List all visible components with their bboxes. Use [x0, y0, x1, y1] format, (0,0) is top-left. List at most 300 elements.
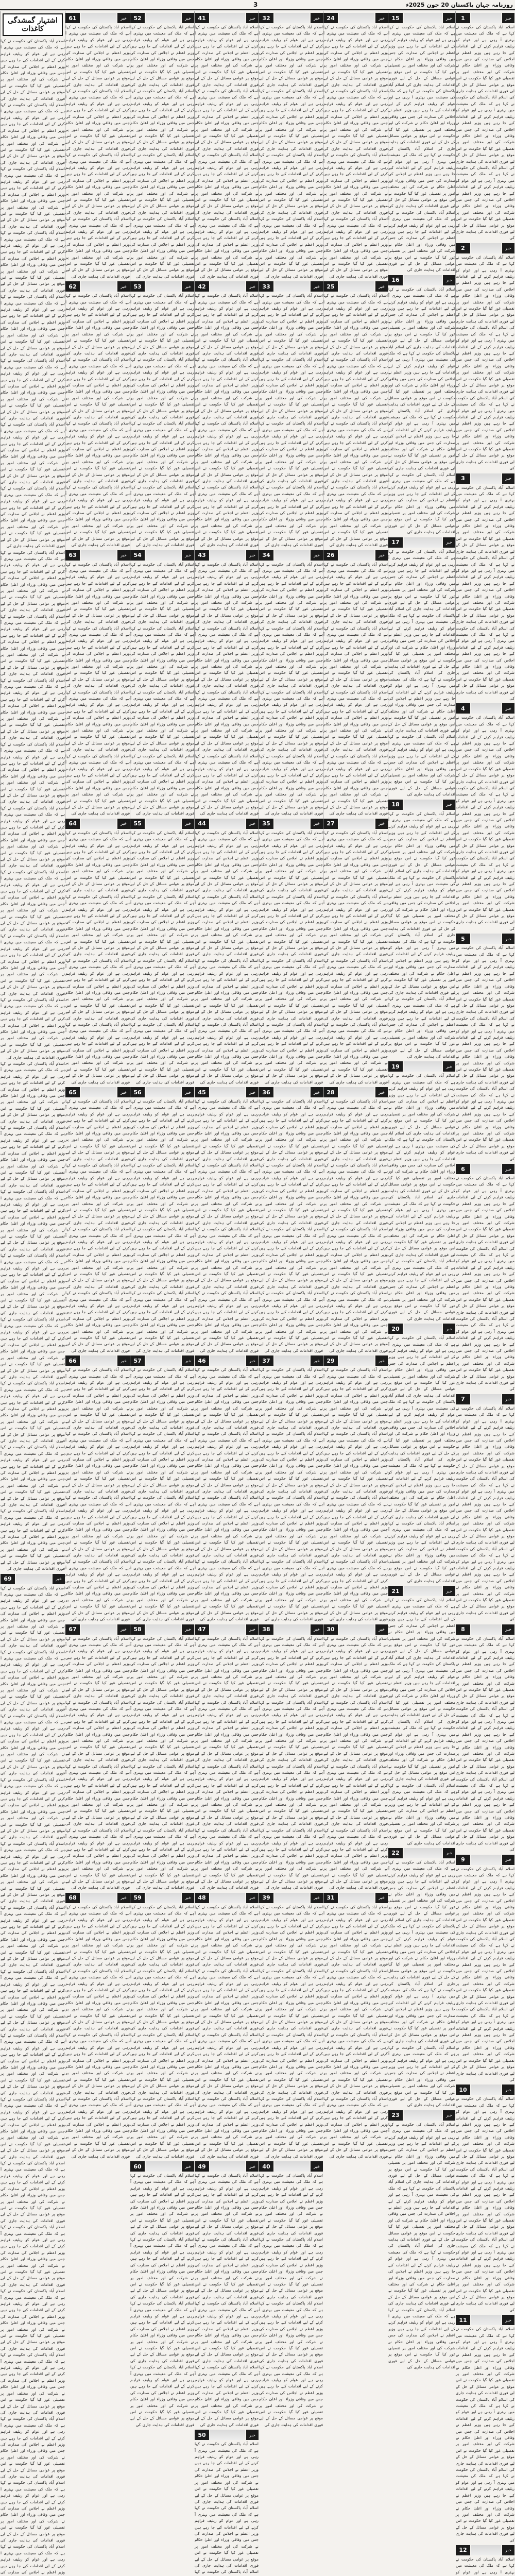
news-item-text: اسلام آباد پاکستان کی حکومت نے کہا ہے کہ ملک کی معیشت میں بہتری آ رہی ہے اور عوام کو ریلیف فراہم کرنے کے لیے اقدامات کیے جا رہے ہیں وزیر اعظم نے اجلاس کی صدارت کی جس میں وفاقی وزراء اور اعلیٰ حکام نے شرکت کی اور مختلف امور پر تفصیلی غور کیا گیا حکومت نے اس موقع پر عوامی مسائل کے حل کے لیے فوری اقدامات کی ہدایت جاری کی اسلام آباد پاکستان کی حکومت نے کہا ہے کہ ملک کی معیشت میں بہتری آ رہی ہے اور عوام کو ریلیف فراہم کرنے کے لیے اقدامات کیے جا رہے ہیں وزیر اعظم نے اجلاس کی صدارت کی جس میں وفاقی وزراء اور اعلیٰ حکام نے شرکت کی اور مختلف امور پر تفصیلی غور کیا گیا حکومت نے اس موقع پر عوامی مسائل کے حل کے لیے فوری اقدامات کی ہدایت جاری کی اسلام آباد پاکستان کی حکومت نے کہا ہے کہ ملک کی معیشت میں بہتری آ رہی ہے اور عوام کو ریلیف فراہم کرنے کے لیے اقدامات کیے جا رہے ہیں وزیر اعظم نے اجلاس کی صدارت کی جس میں وفاقی وزراء اور اعلیٰ حکام نے شرکت کی اور مختلف امور پر تفصیلی غور کیا گیا حکومت نے اس موقع پر عوامی مسائل کے حل کے لیے فوری اقدامات کی ہدایت جاری کی اسلام آباد پاکستان کی حکومت نے کہا ہے کہ ملک کی معیشت میں بہتری آ رہی ہے اور عوام کو ریلیف فراہم کرنے کے لیے اقدامات کیے جا رہے ہیں وزیر اعظم نے اجلاس کی صدارت کی جس میں وفاقی وزراء اور اعلیٰ حکام نے شرکت کی اور مختلف امور پر تفصیلی غور کیا گیا حکومت نے اس موقع پر عوامی مسائل کے حل کے لیے فوری اقدامات کی ہدایت جاری کی — [195, 562, 259, 817]
ad-text: اسلام آباد پاکستان کی حکومت نے کہا ہے کہ ملک کی معیشت میں بہتری آ رہی ہے اور عوام کو ریلیف فراہم کرنے کے لیے اقدامات کیے جا رہے ہیں وزیر اعظم نے اجلاس کی صدارت کی جس میں وفاقی وزراء اور اعلیٰ حکام نے شرکت کی اور مختلف امور پر تفصیلی غور کیا گیا حکومت نے اس موقع پر عوامی مسائل کے حل کے لیے فوری اقدامات کی ہدایت جاری کی اسلام آباد پاکستان کی حکومت نے کہا ہے کہ ملک کی معیشت میں بہتری آ رہی ہے اور عوام کو ریلیف فراہم کرنے کے لیے اقدامات کیے جا رہے ہیں وزیر اعظم نے اجلاس کی صدارت کی جس میں وفاقی وزراء اور اعلیٰ حکام نے شرکت کی اور مختلف امور پر تفصیلی غور کیا گیا حکومت نے اس موقع پر عوامی مسائل کے حل کے لیے فوری اقدامات کی ہدایت جاری کی اسلام آباد پاکستان کی حکومت نے کہا ہے کہ ملک کی معیشت میں بہتری آ رہی ہے اور عوام کو ریلیف فراہم کرنے کے لیے اقدامات کیے جا رہے ہیں وزیر اعظم نے اجلاس کی صدارت کی جس میں وفاقی وزراء اور اعلیٰ حکام نے شرکت کی اور مختلف امور پر تفصیلی غور کیا گیا حکومت نے اس موقع پر عوامی مسائل کے حل کے لیے فوری اقدامات کی ہدایت جاری کی اسلام آباد پاکستان کی حکومت نے کہا ہے کہ ملک کی معیشت میں بہتری آ رہی ہے اور عوام کو ریلیف فراہم کرنے کے لیے اقدامات کیے جا رہے ہیں وزیر اعظم نے اجلاس کی صدارت کی جس میں وفاقی وزراء اور اعلیٰ حکام نے شرکت کی اور مختلف امور پر تفصیلی غور کیا گیا حکومت نے اس موقع پر عوامی مسائل کے حل کے لیے فوری اقدامات کی ہدایت جاری کی اسلام آباد پاکستان کی حکومت نے کہا ہے کہ ملک کی معیشت میں بہتری آ رہی ہے اور عوام کو ریلیف فراہم کرنے کے لیے اقدامات کیے جا رہے ہیں وزیر اعظم نے اجلاس کی صدارت کی جس میں وفاقی وزراء اور اعلیٰ حکام نے شرکت کی اور مختلف امور پر تفصیلی غور کیا گیا حکومت نے اس موقع پر عوامی مسائل کے حل کے لیے فوری اقدامات کی ہدایت جاری کی اسلام آباد پاکستان کی حکومت نے کہا ہے کہ ملک کی معیشت میں بہتری آ رہی ہے اور عوام کو ریلیف فراہم کرنے کے لیے اقدامات کیے جا رہے ہیں وزیر اعظم نے اجلاس کی صدارت کی جس میں وفاقی وزراء اور اعلیٰ حکام نے شرکت کی اور مختلف امور پر تفصیلی غور کیا گیا حکومت نے اس موقع پر عوامی مسائل کے حل کے لیے فوری اقدامات کی ہدایت جاری کی اسلام آباد پاکستان کی حکومت نے کہا ہے کہ ملک کی معیشت میں بہتری آ رہی ہے اور عوام کو ریلیف فراہم کرنے کے لیے اقدامات کیے جا رہے ہیں وزیر اعظم نے اجلاس کی صدارت کی جس میں وفاقی وزراء اور اعلیٰ حکام نے شرکت کی اور مختلف امور پر تفصیلی غور کیا گیا حکومت نے اس موقع پر عوامی مسائل کے حل کے لیے فوری اقدامات کی ہدایت جاری کی اسلام آباد پاکستان کی حکومت نے کہا ہے کہ ملک کی معیشت میں بہتری آ رہی ہے اور عوام کو ریلیف فراہم کرنے کے لیے اقدامات کیے جا رہے ہیں وزیر اعظم نے اجلاس کی صدارت کی جس میں وفاقی وزراء اور اعلیٰ حکام نے شرکت کی اور مختلف امور پر تفصیلی غور کیا گیا حکومت نے اس موقع پر عوامی مسائل کے حل کے لیے فوری اقدامات کی ہدایت جاری کی — [1, 550, 65, 1061]
badge-bar — [81, 819, 116, 829]
news-item-text: اسلام آباد پاکستان کی حکومت نے کہا ہے کہ ملک کی معیشت میں بہتری آ رہی ہے اور عوام کو ریلیف فراہم کرنے کے لیے اقدامات کیے جا رہے ہیں وزیر اعظم نے اجلاس کی صدارت کی جس میں وفاقی وزراء اور اعلیٰ حکام نے شرکت کی اور مختلف امور پر تفصیلی غور کیا گیا حکومت نے اس موقع پر عوامی مسائل کے حل کے لیے فوری اقدامات کی ہدایت جاری کی اسلام آباد پاکستان کی حکومت نے کہا ہے کہ ملک کی معیشت میں بہتری آ رہی ہے اور عوام کو ریلیف فراہم کرنے کے لیے اقدامات کیے جا رہے ہیں وزیر اعظم نے اجلاس کی صدارت کی جس میں وفاقی وزراء اور اعلیٰ حکام نے شرکت کی اور مختلف امور پر تفصیلی غور کیا گیا حکومت نے اس موقع پر عوامی مسائل کے حل کے لیے فوری اقدامات کی ہدایت جاری کی اسلام آباد پاکستان کی حکومت نے کہا ہے کہ ملک کی معیشت میں بہتری آ رہی ہے اور عوام کو ریلیف فراہم کرنے کے لیے اقدامات کیے جا رہے ہیں وزیر اعظم نے اجلاس کی صدارت کی جس میں وفاقی وزراء اور اعلیٰ حکام نے شرکت کی اور مختلف امور پر تفصیلی غور کیا گیا حکومت نے اس موقع پر عوامی مسائل کے حل کے لیے فوری اقدامات کی ہدایت جاری کی اسلام آباد پاکستان کی حکومت نے کہا ہے کہ ملک کی معیشت میں بہتری آ رہی ہے اور عوام کو ریلیف فراہم کرنے کے لیے اقدامات کیے جا رہے ہیں وزیر اعظم نے اجلاس کی صدارت کی جس میں وفاقی وزراء اور اعلیٰ حکام نے شرکت کی اور مختلف امور پر تفصیلی غور کیا گیا حکومت نے اس موقع پر عوامی مسائل کے حل کے لیے فوری اقدامات کی ہدایت جاری کی — [130, 1904, 194, 2160]
badge-bar — [404, 1324, 442, 1334]
news-item-text: اسلام آباد پاکستان کی حکومت نے کہا ہے کہ ملک کی معیشت میں بہتری آ رہی ہے اور عوام کو ریلیف فراہم کرنے کے لیے اقدامات کیے جا رہے ہیں وزیر اعظم نے اجلاس کی صدارت کی جس میں وفاقی وزراء اور اعلیٰ حکام نے شرکت کی اور مختلف امور پر تفصیلی غور کیا گیا حکومت نے اس موقع پر عوامی مسائل کے حل کے لیے فوری اقدامات کی ہدایت جاری کی اسلام آباد پاکستان کی حکومت نے کہا ہے کہ ملک کی معیشت میں بہتری آ رہی ہے اور عوام کو ریلیف فراہم کرنے کے لیے اقدامات کیے جا رہے ہیں وزیر اعظم نے اجلاس کی صدارت کی جس میں وفاقی وزراء اور اعلیٰ حکام نے شرکت کی اور مختلف امور پر تفصیلی غور کیا گیا حکومت نے اس موقع پر عوامی مسائل کے حل کے لیے فوری اقدامات کی ہدایت جاری کی اسلام آباد پاکستان کی حکومت نے کہا ہے کہ ملک کی معیشت میں بہتری آ رہی ہے اور عوام کو ریلیف فراہم کرنے کے لیے اقدامات کیے جا رہے ہیں وزیر اعظم نے اجلاس کی صدارت کی جس میں وفاقی وزراء اور اعلیٰ حکام نے شرکت کی اور مختلف امور پر تفصیلی غور کیا گیا حکومت نے اس موقع پر عوامی مسائل کے حل کے لیے فوری اقدامات کی ہدایت جاری کی اسلام آباد پاکستان کی حکومت نے کہا ہے کہ ملک کی معیشت میں بہتری آ رہی ہے اور عوام کو ریلیف فراہم کرنے کے لیے اقدامات کیے جا رہے ہیں وزیر اعظم نے اجلاس کی صدارت کی جس میں وفاقی وزراء اور اعلیٰ حکام نے شرکت کی اور مختلف امور پر تفصیلی غور کیا گیا حکومت نے اس موقع پر عوامی مسائل کے حل کے لیے فوری اقدامات کی ہدایت جاری کی — [130, 24, 194, 280]
news-item-badge — [259, 281, 323, 292]
badge-tag: خبر — [502, 243, 514, 253]
badge-tag: خبر — [311, 1624, 323, 1635]
badge-bar — [210, 2430, 245, 2440]
badge-tag: خبر — [311, 550, 323, 561]
item-number: 49 — [195, 2161, 209, 2172]
news-item-text: اسلام آباد پاکستان کی حکومت نے کہا ہے کہ ملک کی معیشت میں بہتری آ رہی ہے اور عوام کو ریلیف فراہم کرنے کے لیے اقدامات کیے جا رہے ہیں وزیر اعظم نے اجلاس کی صدارت کی جس میں وفاقی وزراء اور اعلیٰ حکام نے شرکت کی اور مختلف امور پر تفصیلی غور کیا گیا حکومت نے اس موقع پر عوامی مسائل کے حل کے لیے فوری اقدامات کی ہدایت جاری کی اسلام آباد پاکستان کی حکومت نے کہا ہے کہ ملک کی معیشت میں بہتری آ رہی ہے اور عوام کو ریلیف فراہم کرنے کے لیے اقدامات کیے جا رہے ہیں وزیر اعظم نے اجلاس کی صدارت کی جس میں وفاقی وزراء اور اعلیٰ حکام نے شرکت کی اور مختلف امور پر تفصیلی غور کیا گیا حکومت نے اس موقع پر عوامی مسائل کے حل کے لیے فوری اقدامات کی ہدایت جاری کی اسلام آباد پاکستان کی حکومت نے کہا ہے کہ ملک کی معیشت میں بہتری آ رہی ہے اور عوام کو ریلیف فراہم کرنے کے لیے اقدامات کیے جا رہے ہیں وزیر اعظم نے اجلاس کی صدارت کی جس میں وفاقی وزراء اور اعلیٰ حکام نے شرکت کی اور مختلف امور پر تفصیلی غور کیا گیا حکومت نے اس موقع پر عوامی مسائل کے حل کے لیے فوری اقدامات کی ہدایت جاری کی اسلام آباد پاکستان کی حکومت نے کہا ہے کہ ملک کی معیشت میں بہتری آ رہی ہے اور عوام کو ریلیف فراہم کرنے کے لیے اقدامات کیے جا رہے ہیں وزیر اعظم نے اجلاس کی صدارت کی جس میں وفاقی وزراء اور اعلیٰ حکام نے شرکت کی اور مختلف امور پر تفصیلی غور کیا گیا حکومت نے اس موقع پر عوامی مسائل کے حل کے لیے فوری اقدامات کی ہدایت جاری کی — [323, 293, 388, 548]
item-number: 25 — [323, 281, 338, 292]
item-number: 20 — [388, 1324, 403, 1334]
news-item-text: اسلام آباد پاکستان کی حکومت نے کہا ہے کہ ملک کی معیشت میں بہتری آ رہی ہے اور عوام کو ریلیف فراہم کرنے کے لیے اقدامات کیے جا رہے ہیں وزیر اعظم نے اجلاس کی صدارت کی جس میں وفاقی وزراء اور اعلیٰ حکام نے شرکت کی اور مختلف امور پر تفصیلی غور کیا گیا حکومت نے اس موقع پر عوامی مسائل کے حل کے لیے فوری اقدامات کی ہدایت جاری کی اسلام آباد پاکستان کی حکومت نے کہا ہے کہ ملک کی معیشت میں بہتری آ رہی ہے اور عوام کو ریلیف فراہم کرنے کے لیے اقدامات کیے جا رہے ہیں وزیر اعظم نے اجلاس کی صدارت کی جس میں وفاقی وزراء اور اعلیٰ حکام نے شرکت کی اور مختلف امور پر تفصیلی غور کیا گیا حکومت نے اس موقع پر عوامی مسائل کے حل کے لیے فوری اقدامات کی ہدایت جاری کی اسلام آباد پاکستان کی حکومت نے کہا ہے کہ ملک کی معیشت میں بہتری آ رہی ہے اور عوام کو ریلیف فراہم کرنے کے لیے اقدامات کیے جا رہے ہیں وزیر اعظم نے اجلاس کی صدارت کی جس میں وفاقی وزراء اور اعلیٰ حکام نے شرکت کی اور مختلف امور پر تفصیلی غور کیا گیا حکومت نے اس موقع پر عوامی مسائل کے حل کے لیے فوری اقدامات کی ہدایت جاری کی اسلام آباد پاکستان کی حکومت نے کہا ہے کہ ملک کی معیشت میں بہتری آ رہی ہے اور عوام کو ریلیف فراہم کرنے کے لیے اقدامات کیے جا رہے ہیں وزیر اعظم نے اجلاس کی صدارت کی جس میں وفاقی وزراء اور اعلیٰ حکام نے شرکت کی اور مختلف امور پر تفصیلی غور کیا گیا حکومت نے اس موقع پر عوامی مسائل کے حل کے لیے فوری اقدامات کی ہدایت جاری کی — [388, 1859, 455, 2109]
badge-tag: خبر — [246, 2161, 259, 2172]
badge-tag: خبر — [443, 1324, 455, 1334]
news-item-text: اسلام آباد پاکستان کی حکومت نے کہا ہے کہ ملک کی معیشت میں بہتری آ رہی ہے اور عوام کو ریلیف فراہم کرنے کے لیے اقدامات کیے جا رہے ہیں وزیر اعظم نے اجلاس کی صدارت کی جس میں وفاقی وزراء اور اعلیٰ حکام نے شرکت کی اور مختلف امور پر تفصیلی غور کیا گیا حکومت نے اس موقع پر عوامی مسائل کے حل کے لیے فوری اقدامات کی ہدایت جاری کی اسلام آباد پاکستان کی حکومت نے کہا ہے کہ ملک کی معیشت میں بہتری آ رہی ہے اور عوام کو ریلیف فراہم کرنے کے لیے اقدامات کیے جا رہے ہیں وزیر اعظم نے اجلاس کی صدارت کی جس میں وفاقی وزراء اور اعلیٰ حکام نے شرکت کی اور مختلف امور پر تفصیلی غور کیا گیا حکومت نے اس موقع پر عوامی مسائل کے حل کے لیے فوری اقدامات کی ہدایت جاری کی اسلام آباد پاکستان کی حکومت نے کہا ہے کہ ملک کی معیشت میں بہتری آ رہی ہے اور عوام کو ریلیف فراہم کرنے کے لیے اقدامات کیے جا رہے ہیں وزیر اعظم نے اجلاس کی صدارت کی جس میں وفاقی وزراء اور اعلیٰ حکام نے شرکت کی اور مختلف امور پر تفصیلی غور کیا گیا حکومت نے اس موقع پر عوامی مسائل کے حل کے لیے فوری اقدامات کی ہدایت جاری کی اسلام آباد پاکستان کی حکومت نے کہا ہے کہ ملک کی معیشت میں بہتری آ رہی ہے اور عوام کو ریلیف فراہم کرنے کے لیے اقدامات کیے جا رہے ہیں وزیر اعظم نے اجلاس کی صدارت کی جس میں وفاقی وزراء اور اعلیٰ حکام نے شرکت کی اور مختلف امور پر تفصیلی غور کیا گیا حکومت نے اس موقع پر عوامی مسائل کے حل کے لیے فوری اقدامات کی ہدایت جاری کی — [259, 1636, 323, 1891]
item-number: 29 — [323, 1355, 338, 1366]
badge-bar — [471, 934, 501, 944]
badge-tag: خبر — [502, 1855, 514, 1865]
badge-tag: خبر — [375, 1893, 388, 1903]
news-item-text: اسلام آباد پاکستان کی حکومت نے کہا ہے کہ ملک کی معیشت میں بہتری آ رہی ہے اور عوام کو ریلیف فراہم کرنے کے لیے اقدامات کیے جا رہے ہیں وزیر اعظم نے اجلاس کی صدارت کی جس میں وفاقی وزراء اور اعلیٰ حکام نے شرکت کی اور مختلف امور پر تفصیلی غور کیا گیا حکومت نے اس موقع پر عوامی مسائل کے حل کے لیے فوری اقدامات کی ہدایت جاری کی اسلام آباد پاکستان کی حکومت نے کہا ہے کہ ملک کی معیشت میں بہتری آ رہی ہے اور عوام کو ریلیف فراہم کرنے کے لیے اقدامات کیے جا رہے ہیں وزیر اعظم نے اجلاس کی صدارت کی جس میں وفاقی وزراء اور اعلیٰ حکام نے شرکت کی اور مختلف امور پر تفصیلی غور کیا گیا حکومت نے اس موقع پر عوامی مسائل کے حل کے لیے فوری اقدامات کی ہدایت جاری کی اسلام آباد پاکستان کی حکومت نے کہا ہے کہ ملک کی معیشت میں بہتری آ رہی ہے اور عوام کو ریلیف فراہم کرنے کے لیے اقدامات کیے جا رہے ہیں وزیر اعظم نے اجلاس کی صدارت کی جس میں وفاقی وزراء اور اعلیٰ حکام نے شرکت کی اور مختلف امور پر تفصیلی غور کیا گیا حکومت نے اس موقع پر عوامی مسائل کے حل کے لیے فوری اقدامات کی ہدایت جاری کی — [456, 1175, 514, 1393]
news-item-text: اسلام آباد پاکستان کی حکومت نے کہا ہے کہ ملک کی معیشت میں بہتری آ رہی ہے اور عوام کو ریلیف فراہم کرنے کے لیے اقدامات کیے جا رہے ہیں وزیر اعظم نے اجلاس کی صدارت کی جس میں وفاقی وزراء اور اعلیٰ حکام نے شرکت کی اور مختلف امور پر تفصیلی غور کیا گیا حکومت نے اس موقع پر عوامی مسائل کے حل کے لیے فوری اقدامات کی ہدایت جاری کی اسلام آباد پاکستان کی حکومت نے کہا ہے کہ ملک کی معیشت میں بہتری آ رہی ہے اور عوام کو ریلیف فراہم کرنے کے لیے اقدامات کیے جا رہے ہیں وزیر اعظم نے اجلاس کی صدارت کی جس میں وفاقی وزراء اور اعلیٰ حکام نے شرکت کی اور مختلف امور پر تفصیلی غور کیا گیا حکومت نے اس موقع پر عوامی مسائل کے حل کے لیے فوری اقدامات کی ہدایت جاری کی اسلام آباد پاکستان کی حکومت نے کہا ہے کہ ملک کی معیشت میں بہتری آ رہی ہے اور عوام کو ریلیف فراہم کرنے کے لیے اقدامات کیے جا رہے ہیں وزیر اعظم نے اجلاس کی صدارت کی جس میں وفاقی وزراء اور اعلیٰ حکام نے شرکت کی اور مختلف امور پر تفصیلی غور کیا گیا حکومت نے اس موقع پر عوامی مسائل کے حل کے لیے فوری اقدامات کی ہدایت جاری کی اسلام آباد پاکستان کی حکومت نے کہا ہے کہ ملک کی معیشت میں بہتری آ رہی ہے اور عوام کو ریلیف فراہم کرنے کے لیے اقدامات کیے جا رہے ہیں وزیر اعظم نے اجلاس کی صدارت کی جس میں وفاقی وزراء اور اعلیٰ حکام نے شرکت کی اور مختلف امور پر تفصیلی غور کیا گیا حکومت نے اس موقع پر عوامی مسائل کے حل کے لیے فوری اقدامات کی ہدایت جاری کی — [388, 1597, 455, 1846]
item-number: 11 — [456, 2315, 470, 2325]
badge-bar — [146, 13, 181, 23]
item-number: 17 — [388, 537, 403, 548]
news-item-badge — [456, 2084, 514, 2095]
news-item-text: اسلام آباد پاکستان کی حکومت نے کہا ہے کہ ملک کی معیشت میں بہتری آ رہی ہے اور عوام کو ریلیف فراہم کرنے کے لیے اقدامات کیے جا رہے ہیں وزیر اعظم نے اجلاس کی صدارت کی جس میں وفاقی وزراء اور اعلیٰ حکام نے شرکت کی اور مختلف امور پر تفصیلی غور کیا گیا حکومت نے اس موقع پر عوامی مسائل کے حل کے لیے فوری اقدامات کی ہدایت جاری کی اسلام آباد پاکستان کی حکومت نے کہا ہے کہ ملک کی معیشت میں بہتری آ رہی ہے اور عوام کو ریلیف فراہم کرنے کے لیے اقدامات کیے جا رہے ہیں وزیر اعظم نے اجلاس کی صدارت کی جس میں وفاقی وزراء اور اعلیٰ حکام نے شرکت کی اور مختلف امور پر تفصیلی غور کیا گیا حکومت نے اس موقع پر عوامی مسائل کے حل کے لیے فوری اقدامات کی ہدایت جاری کی اسلام آباد پاکستان کی حکومت نے کہا ہے کہ ملک کی معیشت میں بہتری آ رہی ہے اور عوام کو ریلیف فراہم کرنے کے لیے اقدامات کیے جا رہے ہیں وزیر اعظم نے اجلاس کی صدارت کی جس میں وفاقی وزراء اور اعلیٰ حکام نے شرکت کی اور مختلف امور پر تفصیلی غور کیا گیا حکومت نے اس موقع پر عوامی مسائل کے حل کے لیے فوری اقدامات کی ہدایت جاری کی اسلام آباد پاکستان کی حکومت نے کہا ہے کہ ملک کی معیشت میں بہتری آ رہی ہے اور عوام کو ریلیف فراہم کرنے کے لیے اقدامات کیے جا رہے ہیں وزیر اعظم نے اجلاس کی صدارت کی جس میں وفاقی وزراء اور اعلیٰ حکام نے شرکت کی اور مختلف امور پر تفصیلی غور کیا گیا حکومت نے اس موقع پر عوامی مسائل کے حل کے لیے فوری اقدامات کی ہدایت جاری کی — [388, 286, 455, 536]
news-item-badge — [259, 1355, 323, 1366]
newspaper-page — [0, 0, 515, 883]
news-item-text: اسلام آباد پاکستان کی حکومت نے کہا ہے کہ ملک کی معیشت میں بہتری آ رہی ہے اور عوام کو ریلیف فراہم کرنے کے لیے اقدامات کیے جا رہے ہیں وزیر اعظم نے اجلاس کی صدارت کی جس میں وفاقی وزراء اور اعلیٰ حکام نے شرکت کی اور مختلف امور پر تفصیلی غور کیا گیا حکومت نے اس موقع پر عوامی مسائل کے حل کے لیے فوری اقدامات کی ہدایت جاری کی اسلام آباد پاکستان کی حکومت نے کہا ہے کہ ملک کی معیشت میں بہتری آ رہی ہے اور عوام کو ریلیف فراہم کرنے کے لیے اقدامات کیے جا رہے ہیں وزیر اعظم نے اجلاس کی صدارت کی جس میں وفاقی وزراء اور اعلیٰ حکام نے شرکت کی اور مختلف امور پر تفصیلی غور کیا گیا حکومت نے اس موقع پر عوامی مسائل کے حل کے لیے فوری اقدامات کی ہدایت جاری کی اسلام آباد پاکستان کی حکومت نے کہا ہے کہ ملک کی معیشت میں بہتری آ رہی ہے اور عوام کو ریلیف فراہم کرنے کے لیے اقدامات کیے جا رہے ہیں وزیر اعظم نے اجلاس کی صدارت کی جس میں وفاقی وزراء اور اعلیٰ حکام نے شرکت کی اور مختلف امور پر تفصیلی غور کیا گیا حکومت نے اس موقع پر عوامی مسائل کے حل کے لیے فوری اقدامات کی ہدایت جاری کی اسلام آباد پاکستان کی حکومت نے کہا ہے کہ ملک کی معیشت میں بہتری آ رہی ہے اور عوام کو ریلیف فراہم کرنے کے لیے اقدامات کیے جا رہے ہیں وزیر اعظم نے اجلاس کی صدارت کی جس میں وفاقی وزراء اور اعلیٰ حکام نے شرکت کی اور مختلف امور پر تفصیلی غور کیا گیا حکومت نے اس موقع پر عوامی مسائل کے حل کے لیے فوری اقدامات کی ہدایت جاری کی — [195, 293, 259, 548]
badge-tag: خبر — [117, 1624, 130, 1635]
badge-tag: خبر — [502, 473, 514, 484]
news-column-2 — [388, 11, 455, 883]
news-item-text: اسلام آباد پاکستان کی حکومت نے کہا ہے کہ ملک کی معیشت میں بہتری آ رہی ہے اور عوام کو ریلیف فراہم کرنے کے لیے اقدامات کیے جا رہے ہیں وزیر اعظم نے اجلاس کی صدارت کی جس میں وفاقی وزراء اور اعلیٰ حکام نے شرکت کی اور مختلف امور پر تفصیلی غور کیا گیا حکومت نے اس موقع پر عوامی مسائل کے حل کے لیے فوری اقدامات کی ہدایت جاری کی اسلام آباد پاکستان کی حکومت نے کہا ہے کہ ملک کی معیشت میں بہتری آ رہی ہے اور عوام کو ریلیف فراہم کرنے کے لیے اقدامات کیے جا رہے ہیں وزیر اعظم نے اجلاس کی صدارت کی جس میں وفاقی وزراء اور اعلیٰ حکام نے شرکت کی اور مختلف امور پر تفصیلی غور کیا گیا حکومت نے اس موقع پر عوامی مسائل کے حل کے لیے فوری اقدامات کی ہدایت جاری کی اسلام آباد پاکستان کی حکومت نے کہا ہے کہ ملک کی معیشت میں بہتری آ رہی ہے اور عوام کو ریلیف فراہم کرنے کے لیے اقدامات کیے جا رہے ہیں وزیر اعظم نے اجلاس کی صدارت کی جس میں وفاقی وزراء اور اعلیٰ حکام نے شرکت کی اور مختلف امور پر تفصیلی غور کیا گیا حکومت نے اس موقع پر عوامی مسائل کے حل کے لیے فوری اقدامات کی ہدایت جاری کی اسلام آباد پاکستان کی حکومت نے کہا ہے کہ ملک کی معیشت میں بہتری آ رہی ہے اور عوام کو ریلیف فراہم کرنے کے لیے اقدامات کیے جا رہے ہیں وزیر اعظم نے اجلاس کی صدارت کی جس میں وفاقی وزراء اور اعلیٰ حکام نے شرکت کی اور مختلف امور پر تفصیلی غور کیا گیا حکومت نے اس موقع پر عوامی مسائل کے حل کے لیے فوری اقدامات کی ہدایت جاری کی — [323, 1098, 388, 1354]
item-number: 9 — [456, 1855, 470, 1865]
badge-bar — [210, 13, 245, 23]
news-item-badge — [323, 1624, 388, 1635]
item-number: 37 — [259, 1355, 273, 1366]
badge-tag: خبر — [502, 2084, 514, 2095]
item-number: 19 — [388, 1061, 403, 1072]
item-number: 54 — [130, 550, 145, 561]
news-item-text: اسلام آباد پاکستان کی حکومت نے کہا ہے کہ ملک کی معیشت میں بہتری آ رہی ہے اور عوام کو ریلیف فراہم کرنے کے لیے اقدامات کیے جا رہے ہیں وزیر اعظم نے اجلاس کی صدارت کی جس میں وفاقی وزراء اور اعلیٰ حکام نے شرکت کی اور مختلف امور پر تفصیلی غور کیا گیا حکومت نے اس موقع پر عوامی مسائل کے حل کے لیے فوری اقدامات کی ہدایت جاری کی اسلام آباد پاکستان کی حکومت نے کہا ہے کہ ملک کی معیشت میں بہتری آ رہی ہے اور عوام کو ریلیف فراہم کرنے کے لیے اقدامات کیے جا رہے ہیں وزیر اعظم نے اجلاس کی صدارت کی جس میں وفاقی وزراء اور اعلیٰ حکام نے شرکت کی اور مختلف امور پر تفصیلی غور کیا گیا حکومت نے اس موقع پر عوامی مسائل کے حل کے لیے فوری اقدامات کی ہدایت جاری کی اسلام آباد پاکستان کی حکومت نے کہا ہے کہ ملک کی معیشت میں بہتری آ رہی ہے اور عوام کو ریلیف فراہم کرنے کے لیے اقدامات کیے جا رہے ہیں وزیر اعظم نے اجلاس کی صدارت کی جس میں وفاقی وزراء اور اعلیٰ حکام نے شرکت کی اور مختلف امور پر تفصیلی غور کیا گیا حکومت نے اس موقع پر عوامی مسائل کے حل کے لیے فوری اقدامات کی ہدایت جاری کی اسلام آباد پاکستان کی حکومت نے کہا ہے کہ ملک کی معیشت میں بہتری آ رہی ہے اور عوام کو ریلیف فراہم کرنے کے لیے اقدامات کیے جا رہے ہیں وزیر اعظم نے اجلاس کی صدارت کی جس میں وفاقی وزراء اور اعلیٰ حکام نے شرکت کی اور مختلف امور پر تفصیلی غور کیا گیا حکومت نے اس موقع پر عوامی مسائل کے حل کے لیے فوری اقدامات کی ہدایت جاری کی — [195, 1098, 259, 1354]
news-item-text: اسلام آباد پاکستان کی حکومت نے کہا ہے کہ ملک کی معیشت میں بہتری آ رہی ہے اور عوام کو ریلیف فراہم کرنے کے لیے اقدامات کیے جا رہے ہیں وزیر اعظم نے اجلاس کی صدارت کی جس میں وفاقی وزراء اور اعلیٰ حکام نے شرکت کی اور مختلف امور پر تفصیلی غور کیا گیا حکومت نے اس موقع پر عوامی مسائل کے حل کے لیے فوری اقدامات کی ہدایت جاری کی اسلام آباد پاکستان کی حکومت نے کہا ہے کہ ملک کی معیشت میں بہتری آ رہی ہے اور عوام کو ریلیف فراہم کرنے کے لیے اقدامات کیے جا رہے ہیں وزیر اعظم نے اجلاس کی صدارت کی جس میں وفاقی وزراء اور اعلیٰ حکام نے شرکت کی اور مختلف امور پر تفصیلی غور کیا گیا حکومت نے اس موقع پر عوامی مسائل کے حل کے لیے فوری اقدامات کی ہدایت جاری کی اسلام آباد پاکستان کی حکومت نے کہا ہے کہ ملک کی معیشت میں بہتری آ رہی ہے اور عوام کو ریلیف فراہم کرنے کے لیے اقدامات کیے جا رہے ہیں وزیر اعظم نے اجلاس کی صدارت کی جس میں وفاقی وزراء اور اعلیٰ حکام نے شرکت کی اور مختلف امور پر تفصیلی غور کیا گیا حکومت نے اس موقع پر عوامی مسائل کے حل کے لیے فوری اقدامات کی ہدایت جاری کی اسلام آباد پاکستان کی حکومت نے کہا ہے کہ ملک کی معیشت میں بہتری آ رہی ہے اور عوام کو ریلیف فراہم کرنے کے لیے اقدامات کیے جا رہے ہیں وزیر اعظم نے اجلاس کی صدارت کی جس میں وفاقی وزراء اور اعلیٰ حکام نے شرکت کی اور مختلف امور پر تفصیلی غور کیا گیا حکومت نے اس موقع پر عوامی مسائل کے حل کے لیے فوری اقدامات کی ہدایت جاری کی — [65, 1636, 130, 1891]
badge-bar — [81, 1624, 116, 1635]
news-item-badge — [323, 13, 388, 23]
item-number: 34 — [259, 550, 273, 561]
badge-bar — [471, 703, 501, 714]
badge-tag: خبر — [502, 934, 514, 944]
badge-tag: خبر — [117, 1355, 130, 1366]
news-item-text: اسلام آباد پاکستان کی حکومت نے کہا ہے کہ ملک کی معیشت میں بہتری آ رہی ہے اور عوام کو ریلیف فراہم کرنے کے لیے اقدامات کیے جا رہے ہیں وزیر اعظم نے اجلاس کی صدارت کی جس میں وفاقی وزراء اور اعلیٰ حکام نے شرکت کی اور مختلف امور پر تفصیلی غور کیا گیا حکومت نے اس موقع پر عوامی مسائل کے حل کے لیے فوری اقدامات کی ہدایت جاری کی اسلام آباد پاکستان کی حکومت نے کہا ہے کہ ملک کی معیشت میں بہتری آ رہی ہے اور عوام کو ریلیف فراہم کرنے کے لیے اقدامات کیے جا رہے ہیں وزیر اعظم نے اجلاس کی صدارت کی جس میں وفاقی وزراء اور اعلیٰ حکام نے شرکت کی اور مختلف امور پر تفصیلی غور کیا گیا حکومت نے اس موقع پر عوامی مسائل کے حل کے لیے فوری اقدامات کی ہدایت جاری کی اسلام آباد پاکستان کی حکومت نے کہا ہے کہ ملک کی معیشت میں بہتری آ رہی ہے اور عوام کو ریلیف فراہم کرنے کے لیے اقدامات کیے جا رہے ہیں وزیر اعظم نے اجلاس کی صدارت کی جس میں وفاقی وزراء اور اعلیٰ حکام نے شرکت کی اور مختلف امور پر تفصیلی غور کیا گیا حکومت نے اس موقع پر عوامی مسائل کے حل کے لیے فوری اقدامات کی ہدایت جاری کی اسلام آباد پاکستان کی حکومت نے کہا ہے کہ ملک کی معیشت میں بہتری آ رہی ہے اور عوام کو ریلیف فراہم کرنے کے لیے اقدامات کیے جا رہے ہیں وزیر اعظم نے اجلاس کی صدارت کی جس میں وفاقی وزراء اور اعلیٰ حکام نے شرکت کی اور مختلف امور پر تفصیلی غور کیا گیا حکومت نے اس موقع پر عوامی مسائل کے حل کے لیے فوری اقدامات کی ہدایت جاری کی — [65, 1367, 130, 1622]
badge-tag: خبر — [117, 13, 130, 23]
news-item-badge — [65, 550, 130, 561]
item-number: 44 — [195, 819, 209, 829]
badge-bar — [339, 281, 374, 292]
badge-tag: خبر — [246, 819, 259, 829]
news-item-text: اسلام آباد پاکستان کی حکومت نے کہا ہے کہ ملک کی معیشت میں بہتری آ رہی ہے اور عوام کو ریلیف فراہم کرنے کے لیے اقدامات کیے جا رہے ہیں وزیر اعظم نے اجلاس کی صدارت کی جس میں وفاقی وزراء اور اعلیٰ حکام نے شرکت کی اور مختلف امور پر تفصیلی غور کیا گیا حکومت نے اس موقع پر عوامی مسائل کے حل کے لیے فوری اقدامات کی ہدایت جاری کی اسلام آباد پاکستان کی حکومت نے کہا ہے کہ ملک کی معیشت میں بہتری آ رہی ہے اور عوام کو ریلیف فراہم کرنے کے لیے اقدامات کیے جا رہے ہیں وزیر اعظم نے اجلاس کی صدارت کی جس میں وفاقی وزراء اور اعلیٰ حکام نے شرکت کی اور مختلف امور پر تفصیلی غور کیا گیا حکومت نے اس موقع پر عوامی مسائل کے حل کے لیے فوری اقدامات کی ہدایت جاری کی اسلام آباد پاکستان کی حکومت نے کہا ہے کہ ملک کی معیشت میں بہتری آ رہی ہے اور عوام کو ریلیف فراہم کرنے کے لیے اقدامات کیے جا رہے ہیں وزیر اعظم نے اجلاس کی صدارت کی جس میں وفاقی وزراء اور اعلیٰ حکام نے شرکت کی اور مختلف امور پر تفصیلی غور کیا گیا حکومت نے اس موقع پر عوامی مسائل کے حل کے لیے فوری اقدامات کی ہدایت جاری کی — [456, 715, 514, 932]
news-item-badge — [456, 1624, 514, 1635]
badge-bar — [146, 2161, 181, 2172]
news-item-badge — [259, 1624, 323, 1635]
news-item-text: اسلام آباد پاکستان کی حکومت نے کہا ہے کہ ملک کی معیشت میں بہتری آ رہی ہے اور عوام کو ریلیف فراہم کرنے کے لیے اقدامات کیے جا رہے ہیں وزیر اعظم نے اجلاس کی صدارت کی جس میں وفاقی وزراء اور اعلیٰ حکام نے شرکت کی اور مختلف امور پر تفصیلی غور کیا گیا حکومت نے اس موقع پر عوامی مسائل کے حل کے لیے فوری اقدامات کی ہدایت جاری کی اسلام آباد پاکستان کی حکومت نے کہا ہے کہ ملک کی معیشت میں بہتری آ رہی ہے اور عوام کو ریلیف فراہم کرنے کے لیے اقدامات کیے جا رہے ہیں وزیر اعظم نے اجلاس کی صدارت کی جس میں وفاقی وزراء اور اعلیٰ حکام نے شرکت کی اور مختلف امور پر تفصیلی غور کیا گیا حکومت نے اس موقع پر عوامی مسائل کے حل کے لیے فوری اقدامات کی ہدایت جاری کی اسلام آباد پاکستان کی حکومت نے کہا ہے کہ ملک کی معیشت میں بہتری آ رہی ہے اور عوام کو ریلیف فراہم کرنے کے لیے اقدامات کیے جا رہے ہیں وزیر اعظم نے اجلاس کی صدارت کی جس میں وفاقی وزراء اور اعلیٰ حکام نے شرکت کی اور مختلف امور پر تفصیلی غور کیا گیا حکومت نے اس موقع پر عوامی مسائل کے حل کے لیے فوری اقدامات کی ہدایت جاری کی اسلام آباد پاکستان کی حکومت نے کہا ہے کہ ملک کی معیشت میں بہتری آ رہی ہے اور عوام کو ریلیف فراہم کرنے کے لیے اقدامات کیے جا رہے ہیں وزیر اعظم نے اجلاس کی صدارت کی جس میں وفاقی وزراء اور اعلیٰ حکام نے شرکت کی اور مختلف امور پر تفصیلی غور کیا گیا حکومت نے اس موقع پر عوامی مسائل کے حل کے لیے فوری اقدامات کی ہدایت جاری کی — [323, 24, 388, 280]
item-number: 12 — [456, 2545, 470, 2555]
item-number: 45 — [195, 1087, 209, 1097]
news-item-badge — [65, 1893, 130, 1903]
badge-tag: خبر — [311, 1893, 323, 1903]
badge-bar — [471, 243, 501, 253]
news-item-badge — [456, 1855, 514, 1865]
badge-tag: خبر — [375, 819, 388, 829]
item-number: 57 — [130, 1355, 145, 1366]
badge-bar — [404, 800, 442, 810]
news-item-badge — [323, 550, 388, 561]
news-item-badge — [259, 1893, 323, 1903]
badge-bar — [404, 1061, 442, 1072]
news-item-badge — [65, 1087, 130, 1097]
news-item-text: اسلام آباد پاکستان کی حکومت نے کہا ہے کہ ملک کی معیشت میں بہتری آ رہی ہے اور عوام کو ریلیف فراہم کرنے کے لیے اقدامات کیے جا رہے ہیں وزیر اعظم نے اجلاس کی صدارت کی جس میں وفاقی وزراء اور اعلیٰ حکام نے شرکت کی اور مختلف امور پر تفصیلی غور کیا گیا حکومت نے اس موقع پر عوامی مسائل کے حل کے لیے فوری اقدامات کی ہدایت جاری کی اسلام آباد پاکستان کی حکومت نے کہا ہے کہ ملک کی معیشت میں بہتری آ رہی ہے اور عوام کو ریلیف فراہم کرنے کے لیے اقدامات کیے جا رہے ہیں وزیر اعظم نے اجلاس کی صدارت کی جس میں وفاقی وزراء اور اعلیٰ حکام نے شرکت کی اور مختلف امور پر تفصیلی غور کیا گیا حکومت نے اس موقع پر عوامی مسائل کے حل کے لیے فوری اقدامات کی ہدایت جاری کی اسلام آباد پاکستان کی حکومت نے کہا ہے کہ ملک کی معیشت میں بہتری آ رہی ہے اور عوام کو ریلیف فراہم کرنے کے لیے اقدامات کیے جا رہے ہیں وزیر اعظم نے اجلاس کی صدارت کی جس میں وفاقی وزراء اور اعلیٰ حکام نے شرکت کی اور مختلف امور پر تفصیلی غور کیا گیا حکومت نے اس موقع پر عوامی مسائل کے حل کے لیے فوری اقدامات کی ہدایت جاری کی اسلام آباد پاکستان کی حکومت نے کہا ہے کہ ملک کی معیشت میں بہتری آ رہی ہے اور عوام کو ریلیف فراہم کرنے کے لیے اقدامات کیے جا رہے ہیں وزیر اعظم نے اجلاس کی صدارت کی جس میں وفاقی وزراء اور اعلیٰ حکام نے شرکت کی اور مختلف امور پر تفصیلی غور کیا گیا حکومت نے اس موقع پر عوامی مسائل کے حل کے لیے فوری اقدامات کی ہدایت جاری کی — [65, 1098, 130, 1354]
news-item-text: اسلام آباد پاکستان کی حکومت نے کہا ہے کہ ملک کی معیشت میں بہتری آ رہی ہے اور عوام کو ریلیف فراہم کرنے کے لیے اقدامات کیے جا رہے ہیں وزیر اعظم نے اجلاس کی صدارت کی جس میں وفاقی وزراء اور اعلیٰ حکام نے شرکت کی اور مختلف امور پر تفصیلی غور کیا گیا حکومت نے اس موقع پر عوامی مسائل کے حل کے لیے فوری اقدامات کی ہدایت جاری کی اسلام آباد پاکستان کی حکومت نے کہا ہے کہ ملک کی معیشت میں بہتری آ رہی ہے اور عوام کو ریلیف فراہم کرنے کے لیے اقدامات کیے جا رہے ہیں وزیر اعظم نے اجلاس کی صدارت کی جس میں وفاقی وزراء اور اعلیٰ حکام نے شرکت کی اور مختلف امور پر تفصیلی غور کیا گیا حکومت نے اس موقع پر عوامی مسائل کے حل کے لیے فوری اقدامات کی ہدایت جاری کی اسلام آباد پاکستان کی حکومت نے کہا ہے کہ ملک کی معیشت میں بہتری آ رہی ہے اور عوام کو ریلیف فراہم کرنے کے لیے اقدامات کیے جا رہے ہیں وزیر اعظم نے اجلاس کی صدارت کی جس میں وفاقی وزراء اور اعلیٰ حکام نے شرکت کی اور مختلف امور پر تفصیلی غور کیا گیا حکومت نے اس موقع پر عوامی مسائل کے حل کے لیے فوری اقدامات کی ہدایت جاری کی اسلام آباد پاکستان کی حکومت نے کہا ہے کہ ملک کی معیشت میں بہتری آ رہی ہے اور عوام کو ریلیف فراہم کرنے کے لیے اقدامات کیے جا رہے ہیں وزیر اعظم نے اجلاس کی صدارت کی جس میں وفاقی وزراء اور اعلیٰ حکام نے شرکت کی اور مختلف امور پر تفصیلی غور کیا گیا حکومت نے اس موقع پر عوامی مسائل کے حل کے لیے فوری اقدامات کی ہدایت جاری کی — [259, 1367, 323, 1622]
news-item-badge — [388, 2110, 455, 2121]
news-item-badge — [456, 934, 514, 944]
news-item-badge — [65, 1624, 130, 1635]
badge-tag: خبر — [182, 1355, 194, 1366]
badge-bar — [404, 13, 442, 23]
news-item-badge — [259, 1087, 323, 1097]
news-item-badge — [388, 537, 455, 548]
badge-tag: خبر — [502, 1624, 514, 1635]
badge-bar — [274, 1624, 310, 1635]
news-item-text: اسلام آباد پاکستان کی حکومت نے کہا ہے کہ ملک کی معیشت میں بہتری آ رہی ہے اور عوام کو ریلیف فراہم کرنے کے لیے اقدامات کیے جا رہے ہیں وزیر اعظم نے اجلاس کی صدارت کی جس میں وفاقی وزراء اور اعلیٰ حکام نے شرکت کی اور مختلف امور پر تفصیلی غور کیا گیا حکومت نے اس موقع پر عوامی مسائل کے حل کے لیے فوری اقدامات کی ہدایت جاری کی اسلام آباد پاکستان کی حکومت نے کہا ہے کہ ملک کی معیشت میں بہتری آ رہی ہے اور عوام کو ریلیف فراہم کرنے کے لیے اقدامات کیے جا رہے ہیں وزیر اعظم نے اجلاس کی صدارت کی جس میں وفاقی وزراء اور اعلیٰ حکام نے شرکت کی اور مختلف امور پر تفصیلی غور کیا گیا حکومت نے اس موقع پر عوامی مسائل کے حل کے لیے فوری اقدامات کی ہدایت جاری کی اسلام آباد پاکستان کی حکومت نے کہا ہے کہ ملک کی معیشت میں بہتری آ رہی ہے اور عوام کو ریلیف فراہم کرنے کے لیے اقدامات کیے جا رہے ہیں وزیر اعظم نے اجلاس کی صدارت کی جس میں وفاقی وزراء اور اعلیٰ حکام نے شرکت کی اور مختلف امور پر تفصیلی غور کیا گیا حکومت نے اس موقع پر عوامی مسائل کے حل کے لیے فوری اقدامات کی ہدایت جاری کی اسلام آباد پاکستان کی حکومت نے کہا ہے کہ ملک کی معیشت میں بہتری آ رہی ہے اور عوام کو ریلیف فراہم کرنے کے لیے اقدامات کیے جا رہے ہیں وزیر اعظم نے اجلاس کی صدارت کی جس میں وفاقی وزراء اور اعلیٰ حکام نے شرکت کی اور مختلف امور پر تفصیلی غور کیا گیا حکومت نے اس موقع پر عوامی مسائل کے حل کے لیے فوری اقدامات کی ہدایت جاری کی — [195, 1904, 259, 2160]
news-item-badge — [323, 1087, 388, 1097]
badge-tag: خبر — [182, 1087, 194, 1097]
badge-tag: خبر — [443, 1586, 455, 1596]
badge-bar — [81, 1893, 116, 1903]
news-column-4 — [259, 11, 323, 883]
news-item-text: اسلام آباد پاکستان کی حکومت نے کہا ہے کہ ملک کی معیشت میں بہتری آ رہی ہے اور عوام کو ریلیف فراہم کرنے کے لیے اقدامات کیے جا رہے ہیں وزیر اعظم نے اجلاس کی صدارت کی جس میں وفاقی وزراء اور اعلیٰ حکام نے شرکت کی اور مختلف امور پر تفصیلی غور کیا گیا حکومت نے اس موقع پر عوامی مسائل کے حل کے لیے فوری اقدامات کی ہدایت جاری کی اسلام آباد پاکستان کی حکومت نے کہا ہے کہ ملک کی معیشت میں بہتری آ رہی ہے اور عوام کو ریلیف فراہم کرنے کے لیے اقدامات کیے جا رہے ہیں وزیر اعظم نے اجلاس کی صدارت کی جس میں وفاقی وزراء اور اعلیٰ حکام نے شرکت کی اور مختلف امور پر تفصیلی غور کیا گیا حکومت نے اس موقع پر عوامی مسائل کے حل کے لیے فوری اقدامات کی ہدایت جاری کی اسلام آباد پاکستان کی حکومت نے کہا ہے کہ ملک کی معیشت میں بہتری آ رہی ہے اور عوام کو ریلیف فراہم کرنے کے لیے اقدامات کیے جا رہے ہیں وزیر اعظم نے اجلاس کی صدارت کی جس میں وفاقی وزراء اور اعلیٰ حکام نے شرکت کی اور مختلف امور پر تفصیلی غور کیا گیا حکومت نے اس موقع پر عوامی مسائل کے حل کے لیے فوری اقدامات کی ہدایت جاری کی اسلام آباد پاکستان کی حکومت نے کہا ہے کہ ملک کی معیشت میں بہتری آ رہی ہے اور عوام کو ریلیف فراہم کرنے کے لیے اقدامات کیے جا رہے ہیں وزیر اعظم نے اجلاس کی صدارت کی جس میں وفاقی وزراء اور اعلیٰ حکام نے شرکت کی اور مختلف امور پر تفصیلی غور کیا گیا حکومت نے اس موقع پر عوامی مسائل کے حل کے لیے فوری اقدامات کی ہدایت جاری کی — [195, 1367, 259, 1622]
badge-bar — [404, 1586, 442, 1596]
news-item-text: اسلام آباد پاکستان کی حکومت نے کہا ہے کہ ملک کی معیشت میں بہتری آ رہی ہے اور عوام کو ریلیف فراہم کرنے کے لیے اقدامات کیے جا رہے ہیں وزیر اعظم نے اجلاس کی صدارت کی جس میں وفاقی وزراء اور اعلیٰ حکام نے شرکت کی اور مختلف امور پر تفصیلی غور کیا گیا حکومت نے اس موقع پر عوامی مسائل کے حل کے لیے فوری اقدامات کی ہدایت جاری کی اسلام آباد پاکستان کی حکومت نے کہا ہے کہ ملک کی معیشت میں بہتری آ رہی ہے اور عوام کو ریلیف فراہم کرنے کے لیے اقدامات کیے جا رہے ہیں وزیر اعظم نے اجلاس کی صدارت کی جس میں وفاقی وزراء اور اعلیٰ حکام نے شرکت کی اور مختلف امور پر تفصیلی غور کیا گیا حکومت نے اس موقع پر عوامی مسائل کے حل کے لیے فوری اقدامات کی ہدایت جاری کی اسلام آباد پاکستان کی حکومت نے کہا ہے کہ ملک کی معیشت میں بہتری آ رہی ہے اور عوام کو ریلیف فراہم کرنے کے لیے اقدامات کیے جا رہے ہیں وزیر اعظم نے اجلاس کی صدارت کی جس میں وفاقی وزراء اور اعلیٰ حکام نے شرکت کی اور مختلف امور پر تفصیلی غور کیا گیا حکومت نے اس موقع پر عوامی مسائل کے حل کے لیے فوری اقدامات کی ہدایت جاری کی اسلام آباد پاکستان کی حکومت نے کہا ہے کہ ملک کی معیشت میں بہتری آ رہی ہے اور عوام کو ریلیف فراہم کرنے کے لیے اقدامات کیے جا رہے ہیں وزیر اعظم نے اجلاس کی صدارت کی جس میں وفاقی وزراء اور اعلیٰ حکام نے شرکت کی اور مختلف امور پر تفصیلی غور کیا گیا حکومت نے اس موقع پر عوامی مسائل کے حل کے لیے فوری اقدامات کی ہدایت جاری کی — [195, 24, 259, 280]
page-number: 3 — [253, 1, 258, 8]
badge-tag: خبر — [375, 281, 388, 292]
badge-bar — [81, 281, 116, 292]
badge-bar — [404, 2110, 442, 2121]
item-number: 38 — [259, 1624, 273, 1635]
news-item-badge — [323, 1893, 388, 1903]
item-number: 22 — [388, 1848, 403, 1858]
item-number: 8 — [456, 1624, 470, 1635]
badge-bar — [210, 550, 245, 561]
news-item-badge — [195, 819, 259, 829]
news-item-badge — [130, 819, 194, 829]
badge-bar — [274, 281, 310, 292]
news-item-badge — [65, 13, 130, 23]
badge-bar — [146, 1624, 181, 1635]
news-item-text: اسلام آباد پاکستان کی حکومت نے کہا ہے کہ ملک کی معیشت میں بہتری آ رہی ہے اور عوام کو ریلیف فراہم کرنے کے لیے اقدامات کیے جا رہے ہیں وزیر اعظم نے اجلاس کی صدارت کی جس میں وفاقی وزراء اور اعلیٰ حکام نے شرکت کی اور مختلف امور پر تفصیلی غور کیا گیا حکومت نے اس موقع پر عوامی مسائل کے حل کے لیے فوری اقدامات کی ہدایت جاری کی اسلام آباد پاکستان کی حکومت نے کہا ہے کہ ملک کی معیشت میں بہتری آ رہی ہے اور عوام کو ریلیف فراہم کرنے کے لیے اقدامات کیے جا رہے ہیں وزیر اعظم نے اجلاس کی صدارت کی جس میں وفاقی وزراء اور اعلیٰ حکام نے شرکت کی اور مختلف امور پر تفصیلی غور کیا گیا حکومت نے اس موقع پر عوامی مسائل کے حل کے لیے فوری اقدامات کی ہدایت جاری کی اسلام آباد پاکستان کی حکومت نے کہا ہے کہ ملک کی معیشت میں بہتری آ رہی ہے اور عوام کو ریلیف فراہم کرنے کے لیے اقدامات کیے جا رہے ہیں وزیر اعظم نے اجلاس کی صدارت کی جس میں وفاقی وزراء اور اعلیٰ حکام نے شرکت کی اور مختلف امور پر تفصیلی غور کیا گیا حکومت نے اس موقع پر عوامی مسائل کے حل کے لیے فوری اقدامات کی ہدایت جاری کی اسلام آباد پاکستان کی حکومت نے کہا ہے کہ ملک کی معیشت میں بہتری آ رہی ہے اور عوام کو ریلیف فراہم کرنے کے لیے اقدامات کیے جا رہے ہیں وزیر اعظم نے اجلاس کی صدارت کی جس میں وفاقی وزراء اور اعلیٰ حکام نے شرکت کی اور مختلف امور پر تفصیلی غور کیا گیا حکومت نے اس موقع پر عوامی مسائل کے حل کے لیے فوری اقدامات کی ہدایت جاری کی — [388, 2122, 455, 2371]
badge-bar — [210, 2161, 245, 2172]
badge-tag: خبر — [375, 1355, 388, 1366]
badge-tag: خبر — [117, 550, 130, 561]
badge-bar — [146, 550, 181, 561]
news-item-badge — [195, 13, 259, 23]
badge-bar — [210, 819, 245, 829]
news-item-text: اسلام آباد پاکستان کی حکومت نے کہا ہے کہ ملک کی معیشت میں بہتری آ رہی ہے اور عوام کو ریلیف فراہم کرنے کے لیے اقدامات کیے جا رہے ہیں وزیر اعظم نے اجلاس کی صدارت کی جس میں وفاقی وزراء اور اعلیٰ حکام نے شرکت کی اور مختلف امور پر تفصیلی غور کیا گیا حکومت نے اس موقع پر عوامی مسائل کے حل کے لیے فوری اقدامات کی ہدایت جاری کی اسلام آباد پاکستان کی حکومت نے کہا ہے کہ ملک کی معیشت میں بہتری آ رہی ہے اور عوام کو ریلیف فراہم کرنے کے لیے اقدامات کیے جا رہے ہیں وزیر اعظم نے اجلاس کی صدارت کی جس میں وفاقی وزراء اور اعلیٰ حکام نے شرکت کی اور مختلف امور پر تفصیلی غور کیا گیا حکومت نے اس موقع پر عوامی مسائل کے حل کے لیے فوری اقدامات کی ہدایت جاری کی اسلام آباد پاکستان کی حکومت نے کہا ہے کہ ملک کی معیشت میں بہتری آ رہی ہے اور عوام کو ریلیف فراہم کرنے کے لیے اقدامات کیے جا رہے ہیں وزیر اعظم نے اجلاس کی صدارت کی جس میں وفاقی وزراء اور اعلیٰ حکام نے شرکت کی اور مختلف امور پر تفصیلی غور کیا گیا حکومت نے اس موقع پر عوامی مسائل کے حل کے لیے فوری اقدامات کی ہدایت جاری کی اسلام آباد پاکستان کی حکومت نے کہا ہے کہ ملک کی معیشت میں بہتری آ رہی ہے اور عوام کو ریلیف فراہم کرنے کے لیے اقدامات کیے جا رہے ہیں وزیر اعظم نے اجلاس کی صدارت کی جس میں وفاقی وزراء اور اعلیٰ حکام نے شرکت کی اور مختلف امور پر تفصیلی غور کیا گیا حکومت نے اس موقع پر عوامی مسائل کے حل کے لیے فوری اقدامات کی ہدایت جاری کی — [259, 2173, 323, 2428]
badge-bar — [471, 1624, 501, 1635]
badge-tag: خبر — [502, 703, 514, 714]
news-item-badge — [130, 550, 194, 561]
badge-bar — [16, 1574, 52, 1584]
news-item-text: اسلام آباد پاکستان کی حکومت نے کہا ہے کہ ملک کی معیشت میں بہتری آ رہی ہے اور عوام کو ریلیف فراہم کرنے کے لیے اقدامات کیے جا رہے ہیں وزیر اعظم نے اجلاس کی صدارت کی جس میں وفاقی وزراء اور اعلیٰ حکام نے شرکت کی اور مختلف امور پر تفصیلی غور کیا گیا حکومت نے اس موقع پر عوامی مسائل کے حل کے لیے فوری اقدامات کی ہدایت جاری کی اسلام آباد پاکستان کی حکومت نے کہا ہے کہ ملک کی معیشت میں بہتری آ رہی ہے اور عوام کو ریلیف فراہم کرنے کے لیے اقدامات کیے جا رہے ہیں وزیر اعظم نے اجلاس کی صدارت کی جس میں وفاقی وزراء اور اعلیٰ حکام نے شرکت کی اور مختلف امور پر تفصیلی غور کیا گیا حکومت نے اس موقع پر عوامی مسائل کے حل کے لیے فوری اقدامات کی ہدایت جاری کی اسلام آباد پاکستان کی حکومت نے کہا ہے کہ ملک کی معیشت میں بہتری آ رہی ہے اور عوام کو ریلیف فراہم کرنے کے لیے اقدامات کیے جا رہے ہیں وزیر اعظم نے اجلاس کی صدارت کی جس میں وفاقی وزراء اور اعلیٰ حکام نے شرکت کی اور مختلف امور پر تفصیلی غور کیا گیا حکومت نے اس موقع پر عوامی مسائل کے حل کے لیے فوری اقدامات کی ہدایت جاری کی اسلام آباد پاکستان کی حکومت نے کہا ہے کہ ملک کی معیشت میں بہتری آ رہی ہے اور عوام کو ریلیف فراہم کرنے کے لیے اقدامات کیے جا رہے ہیں وزیر اعظم نے اجلاس کی صدارت کی جس میں وفاقی وزراء اور اعلیٰ حکام نے شرکت کی اور مختلف امور پر تفصیلی غور کیا گیا حکومت نے اس موقع پر عوامی مسائل کے حل کے لیے فوری اقدامات کی ہدایت جاری کی — [323, 1367, 388, 1622]
news-item-text: اسلام آباد پاکستان کی حکومت نے کہا ہے کہ ملک کی معیشت میں بہتری آ رہی ہے اور عوام کو ریلیف فراہم کرنے کے لیے اقدامات کیے جا رہے ہیں وزیر اعظم نے اجلاس کی صدارت کی جس میں وفاقی وزراء اور اعلیٰ حکام نے شرکت کی اور مختلف امور پر تفصیلی غور کیا گیا حکومت نے اس موقع پر عوامی مسائل کے حل کے لیے فوری اقدامات کی ہدایت جاری کی اسلام آباد پاکستان کی حکومت نے کہا ہے کہ ملک کی معیشت میں بہتری آ رہی ہے اور عوام کو ریلیف فراہم کرنے کے لیے اقدامات کیے جا رہے ہیں وزیر اعظم نے اجلاس کی صدارت کی جس میں وفاقی وزراء اور اعلیٰ حکام نے شرکت کی اور مختلف امور پر تفصیلی غور کیا گیا حکومت نے اس موقع پر عوامی مسائل کے حل کے لیے فوری اقدامات کی ہدایت جاری کی اسلام آباد پاکستان کی حکومت نے کہا ہے کہ ملک کی معیشت میں بہتری آ رہی ہے اور عوام کو ریلیف فراہم کرنے کے لیے اقدامات کیے جا رہے ہیں وزیر اعظم نے اجلاس کی صدارت کی جس میں وفاقی وزراء اور اعلیٰ حکام نے شرکت کی اور مختلف امور پر تفصیلی غور کیا گیا حکومت نے اس موقع پر عوامی مسائل کے حل کے لیے فوری اقدامات کی ہدایت جاری کی اسلام آباد پاکستان کی حکومت نے کہا ہے کہ ملک کی معیشت میں بہتری آ رہی ہے اور عوام کو ریلیف فراہم کرنے کے لیے اقدامات کیے جا رہے ہیں وزیر اعظم نے اجلاس کی صدارت کی جس میں وفاقی وزراء اور اعلیٰ حکام نے شرکت کی اور مختلف امور پر تفصیلی غور کیا گیا حکومت نے اس موقع پر عوامی مسائل کے حل کے لیے فوری اقدامات کی ہدایت جاری کی — [388, 549, 455, 798]
item-number: 16 — [388, 275, 403, 285]
news-item-badge — [388, 800, 455, 810]
item-number: 52 — [130, 13, 145, 23]
badge-bar — [471, 1855, 501, 1865]
badge-bar — [404, 1848, 442, 1858]
news-item-text: اسلام آباد پاکستان کی حکومت نے کہا ہے کہ ملک کی معیشت میں بہتری آ رہی ہے اور عوام کو — [456, 2556, 514, 2576]
badge-bar — [471, 13, 501, 23]
badge-bar — [81, 1355, 116, 1366]
badge-bar — [210, 281, 245, 292]
badge-bar — [471, 2545, 501, 2555]
badge-bar — [339, 550, 374, 561]
news-item-badge — [195, 2161, 259, 2172]
badge-tag: خبر — [117, 281, 130, 292]
news-item-text: اسلام آباد پاکستان کی حکومت نے کہا ہے کہ ملک کی معیشت میں بہتری آ رہی ہے اور عوام کو ریلیف فراہم کرنے کے لیے اقدامات کیے جا رہے ہیں وزیر اعظم نے اجلاس کی صدارت کی جس میں وفاقی وزراء اور اعلیٰ حکام نے شرکت کی اور مختلف امور پر تفصیلی غور کیا گیا حکومت نے اس موقع پر عوامی مسائل کے حل کے لیے فوری اقدامات کی ہدایت جاری کی اسلام آباد پاکستان کی حکومت نے کہا ہے کہ ملک کی معیشت میں بہتری آ رہی ہے اور عوام کو ریلیف فراہم کرنے کے لیے اقدامات کیے جا رہے ہیں وزیر اعظم نے اجلاس کی صدارت کی جس میں وفاقی وزراء اور اعلیٰ حکام نے شرکت کی اور مختلف امور پر تفصیلی غور کیا گیا حکومت نے اس موقع پر عوامی مسائل کے حل کے لیے فوری اقدامات کی ہدایت جاری کی اسلام آباد پاکستان کی حکومت نے کہا ہے کہ ملک کی معیشت میں بہتری آ رہی ہے اور عوام کو ریلیف فراہم کرنے کے لیے اقدامات کیے جا رہے ہیں وزیر اعظم نے اجلاس کی صدارت کی جس میں وفاقی وزراء اور اعلیٰ حکام نے شرکت کی اور مختلف امور پر تفصیلی غور کیا گیا حکومت نے اس موقع پر عوامی مسائل کے حل کے لیے فوری اقدامات کی ہدایت جاری کی اسلام آباد پاکستان کی حکومت نے کہا ہے کہ ملک کی معیشت میں بہتری آ رہی ہے اور عوام کو ریلیف فراہم کرنے کے لیے اقدامات کیے جا رہے ہیں وزیر اعظم نے اجلاس کی صدارت کی جس میں وفاقی وزراء اور اعلیٰ حکام نے شرکت کی اور مختلف امور پر تفصیلی غور کیا گیا حکومت نے اس موقع پر عوامی مسائل کے حل کے لیے فوری اقدامات کی ہدایت جاری کی — [65, 830, 130, 1086]
item-number: 27 — [323, 819, 338, 829]
item-number: 67 — [65, 1624, 80, 1635]
news-item-text: اسلام آباد پاکستان کی حکومت نے کہا ہے کہ ملک کی معیشت میں بہتری آ رہی ہے اور عوام کو ریلیف فراہم کرنے کے لیے اقدامات کیے جا رہے ہیں وزیر اعظم نے اجلاس کی صدارت کی جس میں وفاقی وزراء اور اعلیٰ حکام نے شرکت کی اور مختلف امور پر تفصیلی غور کیا گیا حکومت نے اس موقع پر عوامی مسائل کے حل کے لیے فوری اقدامات کی ہدایت جاری کی اسلام آباد پاکستان کی حکومت نے کہا ہے کہ ملک کی معیشت میں بہتری آ رہی ہے اور عوام کو ریلیف فراہم کرنے کے لیے اقدامات کیے جا رہے ہیں وزیر اعظم نے اجلاس کی صدارت کی جس میں وفاقی وزراء اور اعلیٰ حکام نے شرکت کی اور مختلف امور پر تفصیلی غور کیا گیا حکومت نے اس موقع پر عوامی مسائل کے حل کے لیے فوری اقدامات کی ہدایت جاری کی اسلام آباد پاکستان کی حکومت نے کہا ہے کہ ملک کی معیشت میں بہتری آ رہی ہے اور عوام کو ریلیف فراہم کرنے کے لیے اقدامات کیے جا رہے ہیں وزیر اعظم نے اجلاس کی صدارت کی جس میں وفاقی وزراء اور اعلیٰ حکام نے شرکت کی اور مختلف امور پر تفصیلی غور کیا گیا حکومت نے اس موقع پر عوامی مسائل کے حل کے لیے فوری اقدامات کی ہدایت جاری کی — [456, 485, 514, 702]
badge-bar — [81, 1087, 116, 1097]
news-item-text: اسلام آباد پاکستان کی حکومت نے کہا ہے کہ ملک کی معیشت میں بہتری آ رہی ہے اور عوام کو ریلیف فراہم کرنے کے لیے اقدامات کیے جا رہے ہیں وزیر اعظم نے اجلاس کی صدارت کی جس میں وفاقی وزراء اور اعلیٰ حکام نے شرکت کی اور مختلف امور پر تفصیلی غور کیا گیا حکومت نے اس موقع پر عوامی مسائل کے حل کے لیے فوری اقدامات کی ہدایت جاری کی اسلام آباد پاکستان کی حکومت نے کہا ہے کہ ملک کی معیشت میں بہتری آ رہی ہے اور عوام کو ریلیف فراہم کرنے کے لیے اقدامات کیے جا رہے ہیں وزیر اعظم نے اجلاس کی صدارت کی جس میں وفاقی وزراء اور اعلیٰ حکام نے شرکت کی اور مختلف امور پر تفصیلی غور کیا گیا حکومت نے اس موقع پر عوامی مسائل کے حل کے لیے فوری اقدامات کی ہدایت جاری کی اسلام آباد پاکستان کی حکومت نے کہا ہے کہ ملک کی معیشت میں بہتری آ رہی ہے اور عوام کو ریلیف فراہم کرنے کے لیے اقدامات کیے جا رہے ہیں وزیر اعظم نے اجلاس کی صدارت کی جس میں وفاقی وزراء اور اعلیٰ حکام نے شرکت کی اور مختلف امور پر تفصیلی غور کیا گیا حکومت نے اس موقع پر عوامی مسائل کے حل کے لیے فوری اقدامات کی ہدایت جاری کی اسلام آباد پاکستان کی حکومت نے کہا ہے کہ ملک کی معیشت میں بہتری آ رہی ہے اور عوام کو ریلیف فراہم کرنے کے لیے اقدامات کیے جا رہے ہیں وزیر اعظم نے اجلاس کی صدارت کی جس میں وفاقی وزراء اور اعلیٰ حکام نے شرکت کی اور مختلف امور پر تفصیلی غور کیا گیا حکومت نے اس موقع پر عوامی مسائل کے حل کے لیے فوری اقدامات کی ہدایت جاری کی — [388, 24, 455, 274]
news-column-6 — [130, 11, 194, 883]
badge-bar — [146, 281, 181, 292]
item-number: 61 — [65, 13, 80, 23]
news-item-text: اسلام آباد پاکستان کی حکومت نے کہا ہے کہ ملک کی معیشت میں بہتری آ رہی ہے اور عوام کو ریلیف فراہم کرنے کے لیے اقدامات کیے جا رہے ہیں وزیر اعظم نے اجلاس کی صدارت کی جس میں وفاقی وزراء اور اعلیٰ حکام نے شرکت کی اور مختلف امور پر تفصیلی غور کیا گیا حکومت نے اس موقع پر عوامی مسائل کے حل کے لیے فوری اقدامات کی ہدایت جاری کی اسلام آباد پاکستان کی حکومت نے کہا ہے کہ ملک کی معیشت میں بہتری آ رہی ہے اور عوام کو ریلیف فراہم کرنے کے لیے اقدامات کیے جا رہے ہیں وزیر اعظم نے اجلاس کی صدارت کی جس میں وفاقی وزراء اور اعلیٰ حکام نے شرکت کی اور مختلف امور پر تفصیلی غور کیا گیا حکومت نے اس موقع پر عوامی مسائل کے حل کے لیے فوری اقدامات کی ہدایت جاری کی اسلام آباد پاکستان کی حکومت نے کہا ہے کہ ملک کی معیشت میں بہتری آ رہی ہے اور عوام کو ریلیف فراہم کرنے کے لیے اقدامات کیے جا رہے ہیں وزیر اعظم نے اجلاس کی صدارت کی جس میں وفاقی وزراء اور اعلیٰ حکام نے شرکت کی اور مختلف امور پر تفصیلی غور کیا گیا حکومت نے اس موقع پر عوامی مسائل کے حل کے لیے فوری اقدامات کی ہدایت جاری کی اسلام آباد پاکستان کی حکومت نے کہا ہے کہ ملک کی معیشت میں بہتری آ رہی ہے اور عوام کو ریلیف فراہم کرنے کے لیے اقدامات کیے جا رہے ہیں وزیر اعظم نے اجلاس کی صدارت کی جس میں وفاقی وزراء اور اعلیٰ حکام نے شرکت کی اور مختلف امور پر تفصیلی غور کیا گیا حکومت نے اس موقع پر عوامی مسائل کے حل کے لیے فوری اقدامات کی ہدایت جاری کی — [323, 830, 388, 1086]
badge-bar — [274, 13, 310, 23]
item-number: 48 — [195, 1893, 209, 1903]
news-item-badge — [456, 243, 514, 253]
badge-bar — [471, 1164, 501, 1174]
news-item-text: اسلام آباد پاکستان کی حکومت نے کہا ہے کہ ملک کی معیشت میں بہتری آ رہی ہے اور عوام کو ریلیف فراہم کرنے کے لیے اقدامات کیے جا رہے ہیں وزیر اعظم نے اجلاس کی صدارت کی جس میں وفاقی وزراء اور اعلیٰ حکام نے شرکت کی اور مختلف امور پر تفصیلی غور کیا گیا حکومت نے اس موقع پر عوامی مسائل کے حل کے لیے فوری اقدامات کی ہدایت جاری کی اسلام آباد پاکستان کی حکومت نے کہا ہے کہ ملک کی معیشت میں بہتری آ رہی ہے اور عوام کو ریلیف فراہم کرنے کے لیے اقدامات کیے جا رہے ہیں وزیر اعظم نے اجلاس کی صدارت کی جس میں وفاقی وزراء اور اعلیٰ حکام نے شرکت کی اور مختلف امور پر تفصیلی غور کیا گیا حکومت نے اس موقع پر عوامی مسائل کے حل کے لیے فوری اقدامات کی ہدایت جاری کی اسلام آباد پاکستان کی حکومت نے کہا ہے کہ ملک کی معیشت میں بہتری آ رہی ہے اور عوام کو ریلیف فراہم کرنے کے لیے اقدامات کیے جا رہے ہیں وزیر اعظم نے اجلاس کی صدارت کی جس میں وفاقی وزراء اور اعلیٰ حکام نے شرکت کی اور مختلف امور پر تفصیلی غور کیا گیا حکومت نے اس موقع پر عوامی مسائل کے حل کے لیے فوری اقدامات کی ہدایت جاری کی اسلام آباد پاکستان کی حکومت نے کہا ہے کہ ملک کی معیشت میں بہتری آ رہی ہے اور عوام کو ریلیف فراہم کرنے کے لیے اقدامات کیے جا رہے ہیں وزیر اعظم نے اجلاس کی صدارت کی جس میں وفاقی وزراء اور اعلیٰ حکام نے شرکت کی اور مختلف امور پر تفصیلی غور کیا گیا حکومت نے اس موقع پر عوامی مسائل کے حل کے لیے فوری اقدامات کی ہدایت جاری کی — [130, 1636, 194, 1891]
news-item-badge — [195, 550, 259, 561]
badge-tag: خبر — [443, 13, 455, 23]
news-item-text: اسلام آباد پاکستان کی حکومت نے کہا ہے کہ ملک کی معیشت میں بہتری آ رہی ہے اور عوام کو ریلیف فراہم کرنے کے لیے اقدامات کیے جا رہے ہیں وزیر اعظم نے اجلاس کی صدارت کی جس میں وفاقی وزراء اور اعلیٰ حکام نے شرکت کی اور مختلف امور پر تفصیلی غور کیا گیا حکومت نے اس موقع پر عوامی مسائل کے حل کے لیے فوری اقدامات کی ہدایت جاری کی اسلام آباد پاکستان کی حکومت نے کہا ہے کہ ملک کی معیشت میں بہتری آ رہی ہے اور عوام کو ریلیف فراہم کرنے کے لیے اقدامات کیے جا رہے ہیں وزیر اعظم نے اجلاس کی صدارت کی جس میں وفاقی وزراء اور اعلیٰ حکام نے شرکت کی اور مختلف امور پر تفصیلی غور کیا گیا حکومت نے اس موقع پر عوامی مسائل کے حل کے لیے فوری اقدامات کی ہدایت جاری کی اسلام آباد پاکستان کی حکومت نے کہا ہے کہ ملک کی معیشت میں بہتری آ رہی ہے اور عوام کو ریلیف فراہم کرنے کے لیے اقدامات کیے جا رہے ہیں وزیر اعظم نے اجلاس کی صدارت کی جس میں وفاقی وزراء اور اعلیٰ حکام نے شرکت کی اور مختلف امور پر تفصیلی غور کیا گیا حکومت نے اس موقع پر عوامی مسائل کے حل کے لیے فوری اقدامات کی ہدایت جاری کی — [456, 2096, 514, 2313]
news-item-badge — [259, 2161, 323, 2172]
news-item-badge — [456, 1394, 514, 1404]
news-item-badge — [456, 2315, 514, 2325]
news-item-badge — [259, 550, 323, 561]
item-number: 30 — [323, 1624, 338, 1635]
badge-tag: خبر — [117, 1087, 130, 1097]
item-number: 43 — [195, 550, 209, 561]
news-item-badge — [388, 1061, 455, 1072]
masthead-rule — [0, 9, 515, 10]
badge-tag: خبر — [182, 2161, 194, 2172]
news-item-text: اسلام آباد پاکستان کی حکومت نے کہا ہے کہ ملک کی معیشت میں بہتری آ رہی ہے اور عوام کو ریلیف فراہم کرنے کے لیے اقدامات کیے جا رہے ہیں وزیر اعظم نے اجلاس کی صدارت کی جس میں وفاقی وزراء اور اعلیٰ حکام نے شرکت کی اور مختلف امور پر تفصیلی غور کیا گیا حکومت نے اس موقع پر عوامی مسائل کے حل کے لیے فوری اقدامات کی ہدایت جاری کی اسلام آباد پاکستان کی حکومت نے کہا ہے کہ ملک کی معیشت میں بہتری آ رہی ہے اور عوام کو ریلیف فراہم کرنے کے لیے اقدامات کیے جا رہے ہیں وزیر اعظم نے اجلاس کی صدارت کی جس میں وفاقی وزراء اور اعلیٰ حکام نے شرکت کی اور مختلف امور پر تفصیلی غور کیا گیا حکومت نے اس موقع پر عوامی مسائل کے حل کے لیے فوری اقدامات کی ہدایت جاری کی اسلام آباد پاکستان کی حکومت نے کہا — [195, 2441, 259, 2576]
item-number: 56 — [130, 1087, 145, 1097]
news-item-badge — [259, 819, 323, 829]
paper-name: روزنامہ جہان پاکستان — [451, 2, 513, 8]
badge-tag: خبر — [443, 1848, 455, 1858]
news-item-text: اسلام آباد پاکستان کی حکومت نے کہا ہے کہ ملک کی معیشت میں بہتری آ رہی ہے اور عوام کو ریلیف فراہم کرنے کے لیے اقدامات کیے جا رہے ہیں وزیر اعظم نے اجلاس کی صدارت کی جس میں وفاقی وزراء اور اعلیٰ حکام نے شرکت کی اور مختلف امور پر تفصیلی غور کیا گیا حکومت نے اس موقع پر عوامی مسائل کے حل کے لیے فوری اقدامات کی ہدایت جاری کی اسلام آباد پاکستان کی حکومت نے کہا ہے کہ ملک کی معیشت میں بہتری آ رہی ہے اور عوام کو ریلیف فراہم کرنے کے لیے اقدامات کیے جا رہے ہیں وزیر اعظم نے اجلاس کی صدارت کی جس میں وفاقی وزراء اور اعلیٰ حکام نے شرکت کی اور مختلف امور پر تفصیلی غور کیا گیا حکومت نے اس موقع پر عوامی مسائل کے حل کے لیے فوری اقدامات کی ہدایت جاری کی اسلام آباد پاکستان کی حکومت نے کہا ہے کہ ملک کی معیشت میں بہتری آ رہی ہے اور عوام کو ریلیف فراہم کرنے کے لیے اقدامات کیے جا رہے ہیں وزیر اعظم نے اجلاس کی صدارت کی جس میں وفاقی وزراء اور اعلیٰ حکام نے شرکت کی اور مختلف امور پر تفصیلی غور کیا گیا حکومت نے اس موقع پر عوامی مسائل کے حل کے لیے فوری اقدامات کی ہدایت جاری کی — [456, 1636, 514, 1853]
badge-tag: خبر — [53, 1574, 65, 1584]
ad-title: اشتہار گمشدگی کاغذات — [3, 13, 63, 36]
item-number: 63 — [65, 550, 80, 561]
news-item-text: اسلام آباد پاکستان کی حکومت نے کہا ہے کہ ملک کی معیشت میں بہتری آ رہی ہے اور عوام کو ریلیف فراہم کرنے کے لیے اقدامات کیے جا رہے ہیں وزیر اعظم نے اجلاس کی صدارت کی جس میں وفاقی وزراء اور اعلیٰ حکام نے شرکت کی اور مختلف امور پر تفصیلی غور کیا گیا حکومت نے اس موقع پر عوامی مسائل کے حل کے لیے فوری اقدامات کی ہدایت جاری کی اسلام آباد پاکستان کی حکومت نے کہا ہے کہ ملک کی معیشت میں بہتری آ رہی ہے اور عوام کو ریلیف فراہم کرنے کے لیے اقدامات کیے جا رہے ہیں وزیر اعظم نے اجلاس کی صدارت کی جس میں وفاقی وزراء اور اعلیٰ حکام نے شرکت کی اور مختلف امور پر تفصیلی غور کیا گیا حکومت نے اس موقع پر عوامی مسائل کے حل کے لیے فوری اقدامات کی ہدایت جاری کی اسلام آباد پاکستان کی حکومت نے کہا ہے کہ ملک کی معیشت میں بہتری آ رہی ہے اور عوام کو ریلیف فراہم کرنے کے لیے اقدامات کیے جا رہے ہیں وزیر اعظم نے اجلاس کی صدارت کی جس میں وفاقی وزراء اور اعلیٰ حکام نے شرکت کی اور مختلف امور پر تفصیلی غور کیا گیا حکومت نے اس موقع پر عوامی مسائل کے حل کے لیے فوری اقدامات کی ہدایت جاری کی اسلام آباد پاکستان کی حکومت نے کہا ہے کہ ملک کی معیشت میں بہتری آ رہی ہے اور عوام کو ریلیف فراہم کرنے کے لیے اقدامات کیے جا رہے ہیں وزیر اعظم نے اجلاس کی صدارت کی جس میں وفاقی وزراء اور اعلیٰ حکام نے شرکت کی اور مختلف امور پر تفصیلی غور کیا گیا حکومت نے اس موقع پر عوامی مسائل کے حل کے لیے فوری اقدامات کی ہدایت جاری کی — [323, 562, 388, 817]
badge-tag: خبر — [117, 1893, 130, 1903]
item-number: 32 — [259, 13, 273, 23]
item-number: 6 — [456, 1164, 470, 1174]
item-number: 47 — [195, 1624, 209, 1635]
badge-tag: خبر — [443, 537, 455, 548]
news-item-text: اسلام آباد پاکستان کی حکومت نے کہا ہے کہ ملک کی معیشت میں بہتری آ رہی ہے اور عوام کو ریلیف فراہم کرنے کے لیے اقدامات کیے جا رہے ہیں وزیر اعظم نے اجلاس کی صدارت کی جس میں وفاقی وزراء اور اعلیٰ حکام نے شرکت کی اور مختلف امور پر تفصیلی غور کیا گیا حکومت نے اس موقع پر عوامی مسائل کے حل کے لیے فوری اقدامات کی ہدایت جاری کی اسلام آباد پاکستان کی حکومت نے کہا ہے کہ ملک کی معیشت میں بہتری آ رہی ہے اور عوام کو ریلیف فراہم کرنے کے لیے اقدامات کیے جا رہے ہیں وزیر اعظم نے اجلاس کی صدارت کی جس میں وفاقی وزراء اور اعلیٰ حکام نے شرکت کی اور مختلف امور پر تفصیلی غور کیا گیا حکومت نے اس موقع پر عوامی مسائل کے حل کے لیے فوری اقدامات کی ہدایت جاری کی اسلام آباد پاکستان کی حکومت نے کہا ہے کہ ملک کی معیشت میں بہتری آ رہی ہے اور عوام کو ریلیف فراہم کرنے کے لیے اقدامات کیے جا رہے ہیں وزیر اعظم نے اجلاس کی صدارت کی جس میں وفاقی وزراء اور اعلیٰ حکام نے شرکت کی اور مختلف امور پر تفصیلی غور کیا گیا حکومت نے اس موقع پر عوامی مسائل کے حل کے لیے فوری اقدامات کی ہدایت جاری کی اسلام آباد پاکستان کی حکومت نے کہا ہے کہ ملک کی معیشت میں بہتری آ رہی ہے اور عوام کو ریلیف فراہم کرنے کے لیے اقدامات کیے جا رہے ہیں وزیر اعظم نے اجلاس کی صدارت کی جس میں وفاقی وزراء اور اعلیٰ حکام نے شرکت کی اور مختلف امور پر تفصیلی غور کیا گیا حکومت نے اس موقع پر عوامی مسائل کے حل کے لیے فوری اقدامات کی ہدایت جاری کی — [130, 1098, 194, 1354]
news-item-text: اسلام آباد پاکستان کی حکومت نے کہا ہے کہ ملک کی معیشت میں بہتری آ رہی ہے اور عوام کو ریلیف فراہم کرنے کے لیے اقدامات کیے جا رہے ہیں وزیر اعظم نے اجلاس کی صدارت کی جس میں وفاقی وزراء اور اعلیٰ حکام نے شرکت کی اور مختلف امور پر تفصیلی غور کیا گیا حکومت نے اس موقع پر عوامی مسائل کے حل کے لیے فوری اقدامات کی ہدایت جاری کی اسلام آباد پاکستان کی حکومت نے کہا ہے کہ ملک کی معیشت میں بہتری آ رہی ہے اور عوام کو ریلیف فراہم کرنے کے لیے اقدامات کیے جا رہے ہیں وزیر اعظم نے اجلاس کی صدارت کی جس میں وفاقی وزراء اور اعلیٰ حکام نے شرکت کی اور مختلف امور پر تفصیلی غور کیا گیا حکومت نے اس موقع پر عوامی مسائل کے حل کے لیے فوری اقدامات کی ہدایت جاری کی اسلام آباد پاکستان کی حکومت نے کہا ہے کہ ملک کی معیشت میں بہتری آ رہی ہے اور عوام کو ریلیف فراہم کرنے کے لیے اقدامات کیے جا رہے ہیں وزیر اعظم نے اجلاس کی صدارت کی جس میں وفاقی وزراء اور اعلیٰ حکام نے شرکت کی اور مختلف امور پر تفصیلی غور کیا گیا حکومت نے اس موقع پر عوامی مسائل کے حل کے لیے فوری اقدامات کی ہدایت جاری کی — [456, 24, 514, 242]
news-item-badge — [388, 1324, 455, 1334]
item-number: 7 — [456, 1394, 470, 1404]
badge-tag: خبر — [375, 13, 388, 23]
news-item-text: اسلام آباد پاکستان کی حکومت نے کہا ہے کہ ملک کی معیشت میں بہتری آ رہی ہے اور عوام کو ریلیف فراہم کرنے کے لیے اقدامات کیے جا رہے ہیں وزیر اعظم نے اجلاس کی صدارت کی جس میں وفاقی وزراء اور اعلیٰ حکام نے شرکت کی اور مختلف امور پر تفصیلی غور کیا گیا حکومت نے اس موقع پر عوامی مسائل کے حل کے لیے فوری اقدامات کی ہدایت جاری کی اسلام آباد پاکستان کی حکومت نے کہا ہے کہ ملک کی معیشت میں بہتری آ رہی ہے اور عوام کو ریلیف فراہم کرنے کے لیے اقدامات کیے جا رہے ہیں وزیر اعظم نے اجلاس کی صدارت کی جس میں وفاقی وزراء اور اعلیٰ حکام نے شرکت کی اور مختلف امور پر تفصیلی غور کیا گیا حکومت نے اس موقع پر عوامی مسائل کے حل کے لیے فوری اقدامات کی ہدایت جاری کی اسلام آباد پاکستان کی حکومت نے کہا ہے کہ ملک کی معیشت میں بہتری آ رہی ہے اور عوام کو ریلیف فراہم کرنے کے لیے اقدامات کیے جا رہے ہیں وزیر اعظم نے اجلاس کی صدارت کی جس میں وفاقی وزراء اور اعلیٰ حکام نے شرکت کی اور مختلف امور پر تفصیلی غور کیا گیا حکومت نے اس موقع پر عوامی مسائل کے حل کے لیے فوری اقدامات کی ہدایت جاری کی اسلام آباد پاکستان کی حکومت نے کہا ہے کہ ملک کی معیشت میں بہتری آ رہی ہے اور عوام کو ریلیف فراہم کرنے کے لیے اقدامات کیے جا رہے ہیں وزیر اعظم نے اجلاس کی صدارت کی جس میں وفاقی وزراء اور اعلیٰ حکام نے شرکت کی اور مختلف امور پر تفصیلی غور کیا گیا حکومت نے اس موقع پر عوامی مسائل کے حل کے لیے فوری اقدامات کی ہدایت جاری کی — [195, 1636, 259, 1891]
news-item-badge — [323, 1355, 388, 1366]
news-column-5 — [194, 11, 259, 883]
news-item-text: اسلام آباد پاکستان کی حکومت نے کہا ہے کہ ملک کی معیشت میں بہتری آ رہی ہے اور عوام کو ریلیف فراہم کرنے کے لیے اقدامات کیے جا رہے ہیں وزیر اعظم نے اجلاس کی صدارت کی جس میں وفاقی وزراء اور اعلیٰ حکام نے شرکت کی اور مختلف امور پر تفصیلی غور کیا گیا حکومت نے اس موقع پر عوامی مسائل کے حل کے لیے فوری اقدامات کی ہدایت جاری کی اسلام آباد پاکستان کی حکومت نے کہا ہے کہ ملک کی معیشت میں بہتری آ رہی ہے اور عوام کو ریلیف فراہم کرنے کے لیے اقدامات کیے جا رہے ہیں وزیر اعظم نے اجلاس کی صدارت کی جس میں وفاقی وزراء اور اعلیٰ حکام نے شرکت کی اور مختلف امور پر تفصیلی غور کیا گیا حکومت نے اس موقع پر عوامی مسائل کے حل کے لیے فوری اقدامات کی ہدایت جاری کی اسلام آباد پاکستان کی حکومت نے کہا ہے کہ ملک کی معیشت میں بہتری آ رہی ہے اور عوام کو ریلیف فراہم کرنے کے لیے اقدامات کیے جا رہے ہیں وزیر اعظم نے اجلاس کی صدارت کی جس میں وفاقی وزراء اور اعلیٰ حکام نے شرکت کی اور مختلف امور پر تفصیلی غور کیا گیا حکومت نے اس موقع پر عوامی مسائل کے حل کے لیے فوری اقدامات کی ہدایت جاری کی اسلام آباد پاکستان کی حکومت نے کہا ہے کہ ملک کی معیشت میں بہتری آ رہی ہے اور عوام کو ریلیف فراہم کرنے کے لیے اقدامات کیے جا رہے ہیں وزیر اعظم نے اجلاس کی صدارت کی جس میں وفاقی وزراء اور اعلیٰ حکام نے شرکت کی اور مختلف امور پر تفصیلی غور کیا گیا حکومت نے اس موقع پر عوامی مسائل کے حل کے لیے فوری اقدامات کی ہدایت جاری کی — [259, 293, 323, 548]
badge-bar — [210, 1893, 245, 1903]
badge-bar — [274, 1087, 310, 1097]
badge-tag: خبر — [182, 550, 194, 561]
badge-bar — [404, 537, 442, 548]
badge-tag: خبر — [182, 13, 194, 23]
news-column-3 — [323, 11, 388, 883]
item-number: 2 — [456, 243, 470, 253]
badge-bar — [339, 13, 374, 23]
news-item-badge — [259, 13, 323, 23]
news-column-1 — [455, 11, 514, 883]
news-item-badge — [130, 1624, 194, 1635]
news-item-text: اسلام آباد پاکستان کی حکومت نے کہا ہے کہ ملک کی معیشت میں بہتری آ رہی ہے اور عوام کو ریلیف فراہم کرنے کے لیے اقدامات کیے جا رہے ہیں وزیر اعظم نے اجلاس کی صدارت کی جس میں وفاقی وزراء اور اعلیٰ حکام نے شرکت کی اور مختلف امور پر تفصیلی غور کیا گیا حکومت نے اس موقع پر عوامی مسائل کے حل کے لیے فوری اقدامات کی ہدایت جاری کی اسلام آباد پاکستان کی حکومت نے کہا ہے کہ ملک کی معیشت میں بہتری آ رہی ہے اور عوام کو ریلیف فراہم کرنے کے لیے اقدامات کیے جا رہے ہیں وزیر اعظم نے اجلاس کی صدارت کی جس میں وفاقی وزراء اور اعلیٰ حکام نے شرکت کی اور مختلف امور پر تفصیلی غور کیا گیا حکومت نے اس موقع پر عوامی مسائل کے حل کے لیے فوری اقدامات کی ہدایت جاری کی اسلام آباد پاکستان کی حکومت نے کہا ہے کہ ملک کی معیشت میں بہتری آ رہی ہے اور عوام کو ریلیف فراہم کرنے کے لیے اقدامات کیے جا رہے ہیں وزیر اعظم نے اجلاس کی صدارت کی جس میں وفاقی وزراء اور اعلیٰ حکام نے شرکت کی اور مختلف امور پر تفصیلی غور کیا گیا حکومت نے اس موقع پر عوامی مسائل کے حل کے لیے فوری اقدامات کی ہدایت جاری کی اسلام آباد پاکستان کی حکومت نے کہا ہے کہ ملک کی معیشت میں بہتری آ رہی ہے اور عوام کو ریلیف فراہم کرنے کے لیے اقدامات کیے جا رہے ہیں وزیر اعظم نے اجلاس کی صدارت کی جس میں وفاقی وزراء اور اعلیٰ حکام نے شرکت کی اور مختلف امور پر تفصیلی غور کیا گیا حکومت نے اس موقع پر عوامی مسائل کے حل کے لیے فوری اقدامات کی ہدایت جاری کی — [259, 830, 323, 1086]
badge-tag: خبر — [443, 800, 455, 810]
badge-tag: خبر — [502, 1164, 514, 1174]
issue-date: 20 جون 2025ء — [406, 2, 449, 8]
news-item-text: اسلام آباد پاکستان کی حکومت نے کہا ہے کہ ملک کی معیشت میں بہتری آ رہی ہے اور عوام کو ریلیف فراہم کرنے کے لیے اقدامات کیے جا رہے ہیں وزیر اعظم نے اجلاس کی صدارت کی جس میں وفاقی وزراء اور اعلیٰ حکام نے شرکت کی اور مختلف امور پر تفصیلی غور کیا گیا حکومت نے اس موقع پر عوامی مسائل کے حل کے لیے فوری اقدامات کی ہدایت جاری کی اسلام آباد پاکستان کی حکومت نے کہا ہے کہ ملک کی معیشت میں بہتری آ رہی ہے اور عوام کو ریلیف فراہم کرنے کے لیے اقدامات کیے جا رہے ہیں وزیر اعظم نے اجلاس کی صدارت کی جس میں وفاقی وزراء اور اعلیٰ حکام نے شرکت کی اور مختلف امور پر تفصیلی غور کیا گیا حکومت نے اس موقع پر عوامی مسائل کے حل کے لیے فوری اقدامات کی ہدایت جاری کی اسلام آباد پاکستان کی حکومت نے کہا ہے کہ ملک کی معیشت میں بہتری آ رہی ہے اور عوام کو ریلیف فراہم کرنے کے لیے اقدامات کیے جا رہے ہیں وزیر اعظم نے اجلاس کی صدارت کی جس میں وفاقی وزراء اور اعلیٰ حکام نے شرکت کی اور مختلف امور پر تفصیلی غور کیا گیا حکومت نے اس موقع پر عوامی مسائل کے حل کے لیے فوری اقدامات کی ہدایت جاری کی اسلام آباد پاکستان کی حکومت نے کہا ہے کہ ملک کی معیشت میں بہتری آ رہی ہے اور عوام کو ریلیف فراہم کرنے کے لیے اقدامات کیے جا رہے ہیں وزیر اعظم نے اجلاس کی صدارت کی جس میں وفاقی وزراء اور اعلیٰ حکام نے شرکت کی اور مختلف امور پر تفصیلی غور کیا گیا حکومت نے اس موقع پر عوامی مسائل کے حل کے لیے فوری اقدامات کی ہدایت جاری کی — [388, 1335, 455, 1584]
news-item-text: اسلام آباد پاکستان کی حکومت نے کہا ہے کہ ملک کی معیشت میں بہتری آ رہی ہے اور عوام کو ریلیف فراہم کرنے کے لیے اقدامات کیے جا رہے ہیں وزیر اعظم نے اجلاس کی صدارت کی جس میں وفاقی وزراء اور اعلیٰ حکام نے شرکت کی اور مختلف امور پر تفصیلی غور کیا گیا حکومت نے اس موقع پر عوامی مسائل کے حل کے لیے فوری اقدامات کی ہدایت جاری کی اسلام آباد پاکستان کی حکومت نے کہا ہے کہ ملک کی معیشت میں بہتری آ رہی ہے اور عوام کو ریلیف فراہم کرنے کے لیے اقدامات کیے جا رہے ہیں وزیر اعظم نے اجلاس کی صدارت کی جس میں وفاقی وزراء اور اعلیٰ حکام نے شرکت کی اور مختلف امور پر تفصیلی غور کیا گیا حکومت نے اس موقع پر عوامی مسائل کے حل کے لیے فوری اقدامات کی ہدایت جاری کی اسلام آباد پاکستان کی حکومت نے کہا ہے کہ ملک کی معیشت میں بہتری آ رہی ہے اور عوام کو ریلیف فراہم کرنے کے لیے اقدامات کیے جا رہے ہیں وزیر اعظم نے اجلاس کی صدارت کی جس میں وفاقی وزراء اور اعلیٰ حکام نے شرکت کی اور مختلف امور پر تفصیلی غور کیا گیا حکومت نے اس موقع پر عوامی مسائل کے حل کے لیے فوری اقدامات کی ہدایت جاری کی اسلام آباد پاکستان کی حکومت نے کہا ہے کہ ملک کی معیشت میں بہتری آ رہی ہے اور عوام کو ریلیف فراہم کرنے کے لیے اقدامات کیے جا رہے ہیں وزیر اعظم نے اجلاس کی صدارت کی جس میں وفاقی وزراء اور اعلیٰ حکام نے شرکت کی اور مختلف امور پر تفصیلی غور کیا گیا حکومت نے اس موقع پر عوامی مسائل کے حل کے لیے فوری اقدامات کی ہدایت جاری کی — [259, 24, 323, 280]
badge-bar — [146, 1893, 181, 1903]
item-number: 46 — [195, 1355, 209, 1366]
badge-tag: خبر — [311, 819, 323, 829]
item-number: 31 — [323, 1893, 338, 1903]
news-item-badge — [195, 1893, 259, 1903]
news-item-badge — [195, 1355, 259, 1366]
badge-tag: خبر — [246, 2430, 259, 2440]
item-number: 65 — [65, 1087, 80, 1097]
badge-tag: خبر — [117, 819, 130, 829]
news-item-badge — [65, 819, 130, 829]
news-column-8 — [0, 11, 65, 883]
news-item-text: اسلام آباد پاکستان کی حکومت نے کہا ہے کہ ملک کی معیشت میں بہتری آ رہی ہے اور عوام کو ریلیف فراہم کرنے کے لیے اقدامات کیے جا رہے ہیں وزیر اعظم نے اجلاس کی صدارت کی جس میں وفاقی وزراء اور اعلیٰ حکام نے شرکت کی اور مختلف امور پر تفصیلی غور کیا گیا حکومت نے اس موقع پر عوامی مسائل کے حل کے لیے فوری اقدامات کی ہدایت جاری کی اسلام آباد پاکستان کی حکومت نے کہا ہے کہ ملک کی معیشت میں بہتری آ رہی ہے اور عوام کو ریلیف فراہم کرنے کے لیے اقدامات کیے جا رہے ہیں وزیر اعظم نے اجلاس کی صدارت کی جس میں وفاقی وزراء اور اعلیٰ حکام نے شرکت کی اور مختلف امور پر تفصیلی غور کیا گیا حکومت نے اس موقع پر عوامی مسائل کے حل کے لیے فوری اقدامات کی ہدایت جاری کی اسلام آباد پاکستان کی حکومت نے کہا ہے کہ ملک کی معیشت میں بہتری آ رہی ہے اور عوام کو ریلیف فراہم کرنے کے لیے اقدامات کیے جا رہے ہیں وزیر اعظم نے اجلاس کی صدارت کی جس میں وفاقی وزراء اور اعلیٰ حکام نے شرکت کی اور مختلف امور پر تفصیلی غور کیا گیا حکومت نے اس موقع پر عوامی مسائل کے حل کے لیے فوری اقدامات کی ہدایت جاری کی — [456, 255, 514, 472]
badge-bar — [81, 13, 116, 23]
badge-tag: خبر — [246, 13, 259, 23]
news-item-text: اسلام آباد پاکستان کی حکومت نے کہا ہے کہ ملک کی معیشت میں بہتری آ رہی ہے اور عوام کو ریلیف فراہم کرنے کے لیے اقدامات کیے جا رہے ہیں وزیر اعظم نے اجلاس کی صدارت کی جس میں وفاقی وزراء اور اعلیٰ حکام نے شرکت کی اور مختلف امور پر تفصیلی غور کیا گیا حکومت نے اس موقع پر عوامی مسائل کے حل کے لیے فوری اقدامات کی ہدایت جاری کی اسلام آباد پاکستان کی حکومت نے کہا ہے کہ ملک کی معیشت میں بہتری آ رہی ہے اور عوام کو ریلیف فراہم کرنے کے لیے اقدامات کیے جا رہے ہیں وزیر اعظم نے اجلاس کی صدارت کی جس میں وفاقی وزراء اور اعلیٰ حکام نے شرکت کی اور مختلف امور پر تفصیلی غور کیا گیا حکومت نے اس موقع پر عوامی مسائل کے حل کے لیے فوری اقدامات کی ہدایت جاری کی اسلام آباد پاکستان کی حکومت نے کہا ہے کہ ملک کی معیشت میں بہتری آ رہی ہے اور عوام کو ریلیف فراہم کرنے کے لیے اقدامات کیے جا رہے ہیں وزیر اعظم نے اجلاس کی صدارت کی جس میں وفاقی وزراء اور اعلیٰ حکام نے شرکت کی اور مختلف امور پر تفصیلی غور کیا گیا حکومت نے اس موقع پر عوامی مسائل کے حل کے لیے فوری اقدامات کی ہدایت جاری کی اسلام آباد پاکستان کی حکومت نے کہا ہے کہ ملک کی معیشت میں بہتری آ رہی ہے اور عوام کو ریلیف فراہم کرنے کے لیے اقدامات کیے جا رہے ہیں وزیر اعظم نے اجلاس کی صدارت کی جس میں وفاقی وزراء اور اعلیٰ حکام نے شرکت کی اور مختلف امور پر تفصیلی غور کیا گیا حکومت نے اس موقع پر عوامی مسائل کے حل کے لیے فوری اقدامات کی ہدایت جاری کی — [259, 562, 323, 817]
news-column-7 — [65, 11, 130, 883]
news-item-text: اسلام آباد پاکستان کی حکومت نے کہا ہے کہ ملک کی معیشت میں بہتری آ رہی ہے اور عوام کو ریلیف فراہم کرنے کے لیے اقدامات کیے جا رہے ہیں وزیر اعظم نے اجلاس کی صدارت کی جس میں وفاقی وزراء اور اعلیٰ حکام نے شرکت کی اور مختلف امور پر تفصیلی غور کیا گیا حکومت نے اس موقع پر عوامی مسائل کے حل کے لیے فوری اقدامات کی ہدایت جاری کی اسلام آباد پاکستان کی حکومت نے کہا ہے کہ ملک کی معیشت میں بہتری آ رہی ہے اور عوام کو ریلیف فراہم کرنے کے لیے اقدامات کیے جا رہے ہیں وزیر اعظم نے اجلاس کی صدارت کی جس میں وفاقی وزراء اور اعلیٰ حکام نے شرکت کی اور مختلف امور پر تفصیلی غور کیا گیا حکومت نے اس موقع پر عوامی مسائل کے حل کے لیے فوری اقدامات کی ہدایت جاری کی اسلام آباد پاکستان کی حکومت نے کہا ہے کہ ملک کی معیشت میں بہتری آ رہی ہے اور عوام کو ریلیف فراہم کرنے کے لیے اقدامات کیے جا رہے ہیں وزیر اعظم نے اجلاس کی صدارت کی جس میں وفاقی وزراء اور اعلیٰ حکام نے شرکت کی اور مختلف امور پر تفصیلی غور کیا گیا حکومت نے اس موقع پر عوامی مسائل کے حل کے لیے فوری اقدامات کی ہدایت جاری کی اسلام آباد پاکستان کی حکومت نے کہا ہے کہ ملک کی معیشت میں بہتری آ رہی ہے اور عوام کو ریلیف فراہم کرنے کے لیے اقدامات کیے جا رہے ہیں وزیر اعظم نے اجلاس کی صدارت کی جس میں وفاقی وزراء اور اعلیٰ حکام نے شرکت کی اور مختلف امور پر تفصیلی غور کیا گیا حکومت نے اس موقع پر عوامی مسائل کے حل کے لیے فوری اقدامات کی ہدایت جاری کی — [388, 1073, 455, 1322]
badge-tag: خبر — [246, 550, 259, 561]
badge-tag: خبر — [311, 1355, 323, 1366]
badge-bar — [404, 275, 442, 285]
item-number: 35 — [259, 819, 273, 829]
badge-tag: خبر — [375, 550, 388, 561]
item-number: 36 — [259, 1087, 273, 1097]
badge-bar — [339, 1087, 374, 1097]
news-item-badge — [130, 13, 194, 23]
badge-tag: خبر — [182, 281, 194, 292]
badge-tag: خبر — [311, 1087, 323, 1097]
badge-bar — [210, 1624, 245, 1635]
item-number: 10 — [456, 2084, 470, 2095]
news-item-badge — [130, 1087, 194, 1097]
badge-bar — [339, 1624, 374, 1635]
item-number: 66 — [65, 1355, 80, 1366]
badge-bar — [339, 1893, 374, 1903]
news-item-text: اسلام آباد پاکستان کی حکومت نے کہا ہے کہ ملک کی معیشت میں بہتری آ رہی ہے اور عوام کو ریلیف فراہم کرنے کے لیے اقدامات کیے جا رہے ہیں وزیر اعظم نے اجلاس کی صدارت کی جس میں وفاقی وزراء اور اعلیٰ حکام نے شرکت کی اور مختلف امور پر تفصیلی غور کیا گیا حکومت نے اس موقع پر عوامی مسائل کے حل کے لیے فوری اقدامات کی ہدایت جاری کی اسلام آباد پاکستان کی حکومت نے کہا ہے کہ ملک کی معیشت میں بہتری آ رہی ہے اور عوام کو ریلیف فراہم کرنے کے لیے اقدامات کیے جا رہے ہیں وزیر اعظم نے اجلاس کی صدارت کی جس میں وفاقی وزراء اور اعلیٰ حکام نے شرکت کی اور مختلف امور پر تفصیلی غور کیا گیا حکومت نے اس موقع پر عوامی مسائل کے حل کے لیے فوری اقدامات کی ہدایت جاری کی اسلام آباد پاکستان کی حکومت نے کہا ہے کہ ملک کی معیشت میں بہتری آ رہی ہے اور عوام کو ریلیف فراہم کرنے کے لیے اقدامات کیے جا رہے ہیں وزیر اعظم نے اجلاس کی صدارت کی جس میں وفاقی وزراء اور اعلیٰ حکام نے شرکت کی اور مختلف امور پر تفصیلی غور کیا گیا حکومت نے اس موقع پر عوامی مسائل کے حل کے لیے فوری اقدامات کی ہدایت جاری کی — [456, 945, 514, 1162]
masthead-date — [406, 2, 513, 8]
badge-bar — [274, 1355, 310, 1366]
news-item-badge — [195, 281, 259, 292]
news-item-badge — [388, 275, 455, 285]
badge-bar — [146, 819, 181, 829]
badge-tag: خبر — [502, 2545, 514, 2555]
news-item-badge — [65, 1355, 130, 1366]
news-item-badge — [130, 281, 194, 292]
item-number: 64 — [65, 819, 80, 829]
news-item-text: اسلام آباد پاکستان کی حکومت نے کہا ہے کہ ملک کی معیشت میں بہتری آ رہی ہے اور عوام کو ریلیف فراہم کرنے کے لیے اقدامات کیے جا رہے ہیں وزیر اعظم نے اجلاس کی صدارت کی جس میں وفاقی وزراء اور اعلیٰ حکام نے شرکت کی اور مختلف امور پر تفصیلی غور کیا گیا حکومت نے اس موقع پر عوامی مسائل کے حل کے لیے فوری اقدامات کی ہدایت جاری کی اسلام آباد پاکستان کی حکومت نے کہا ہے کہ ملک کی معیشت میں بہتری آ رہی ہے اور عوام کو ریلیف فراہم کرنے کے لیے اقدامات کیے جا رہے ہیں وزیر اعظم نے اجلاس کی صدارت کی جس میں وفاقی وزراء اور اعلیٰ حکام نے شرکت کی اور مختلف امور پر تفصیلی غور کیا گیا حکومت نے اس موقع پر عوامی مسائل کے حل کے لیے فوری اقدامات کی ہدایت جاری کی اسلام آباد پاکستان کی حکومت نے کہا ہے کہ ملک کی معیشت میں بہتری آ رہی ہے اور عوام کو ریلیف فراہم کرنے کے لیے اقدامات کیے جا رہے ہیں وزیر اعظم نے اجلاس کی صدارت کی جس میں وفاقی وزراء اور اعلیٰ حکام نے شرکت کی اور مختلف امور پر تفصیلی غور کیا گیا حکومت نے اس موقع پر عوامی مسائل کے حل کے لیے فوری اقدامات کی ہدایت جاری کی اسلام آباد پاکستان کی حکومت نے کہا ہے کہ ملک کی معیشت میں بہتری آ رہی ہے اور عوام کو ریلیف فراہم کرنے کے لیے اقدامات کیے جا رہے ہیں وزیر اعظم نے اجلاس کی صدارت کی جس میں وفاقی وزراء اور اعلیٰ حکام نے شرکت کی اور مختلف امور پر تفصیلی غور کیا گیا حکومت نے اس موقع پر عوامی مسائل کے حل کے لیے فوری اقدامات کی ہدایت جاری کی — [130, 830, 194, 1086]
news-item-text: اسلام آباد پاکستان کی حکومت نے کہا ہے کہ ملک کی معیشت میں بہتری آ رہی ہے اور عوام کو ریلیف فراہم کرنے کے لیے اقدامات کیے جا رہے ہیں وزیر اعظم نے اجلاس کی صدارت کی جس میں وفاقی وزراء اور اعلیٰ حکام نے شرکت کی اور مختلف امور پر تفصیلی غور کیا گیا حکومت نے اس موقع پر عوامی مسائل کے حل کے لیے فوری اقدامات کی ہدایت جاری کی اسلام آباد پاکستان کی حکومت نے کہا ہے کہ ملک کی معیشت میں بہتری آ رہی ہے اور عوام کو ریلیف فراہم کرنے کے لیے اقدامات کیے جا رہے ہیں وزیر اعظم نے اجلاس کی صدارت کی جس میں وفاقی وزراء اور اعلیٰ حکام نے شرکت کی اور مختلف امور پر تفصیلی غور کیا گیا حکومت نے اس موقع پر عوامی مسائل کے حل کے لیے فوری اقدامات کی ہدایت جاری کی اسلام آباد پاکستان کی حکومت نے کہا ہے کہ ملک کی معیشت میں بہتری آ رہی ہے اور عوام کو ریلیف فراہم کرنے کے لیے اقدامات کیے جا رہے ہیں وزیر اعظم نے اجلاس کی صدارت کی جس میں وفاقی وزراء اور اعلیٰ حکام نے شرکت کی اور مختلف امور پر تفصیلی غور کیا گیا حکومت نے اس موقع پر عوامی مسائل کے حل کے لیے فوری اقدامات کی ہدایت جاری کی اسلام آباد پاکستان کی حکومت نے کہا ہے کہ ملک کی معیشت میں بہتری آ رہی ہے اور عوام کو ریلیف فراہم کرنے کے لیے اقدامات کیے جا رہے ہیں وزیر اعظم نے اجلاس کی صدارت کی جس میں وفاقی وزراء اور اعلیٰ حکام نے شرکت کی اور مختلف امور پر تفصیلی غور کیا گیا حکومت نے اس موقع پر عوامی مسائل کے حل کے لیے فوری اقدامات کی ہدایت جاری کی — [65, 24, 130, 280]
news-item-text: اسلام آباد پاکستان کی حکومت نے کہا ہے کہ ملک کی معیشت میں بہتری آ رہی ہے اور عوام کو ریلیف فراہم کرنے کے لیے اقدامات کیے جا رہے ہیں وزیر اعظم نے اجلاس کی صدارت کی جس میں وفاقی وزراء اور اعلیٰ حکام نے شرکت کی اور مختلف امور پر تفصیلی غور کیا گیا حکومت نے اس موقع پر عوامی مسائل کے حل کے لیے فوری اقدامات کی ہدایت جاری کی اسلام آباد پاکستان کی حکومت نے کہا ہے کہ ملک کی معیشت میں بہتری آ رہی ہے اور عوام کو ریلیف فراہم کرنے کے لیے اقدامات کیے جا رہے ہیں وزیر اعظم نے اجلاس کی صدارت کی جس میں وفاقی وزراء اور اعلیٰ حکام نے شرکت کی اور مختلف امور پر تفصیلی غور کیا گیا حکومت نے اس موقع پر عوامی مسائل کے حل کے لیے فوری اقدامات کی ہدایت جاری کی اسلام آباد پاکستان کی حکومت نے کہا ہے کہ ملک کی معیشت میں بہتری آ رہی ہے اور عوام کو ریلیف فراہم کرنے کے لیے اقدامات کیے جا رہے ہیں وزیر اعظم نے اجلاس کی صدارت کی جس میں وفاقی وزراء اور اعلیٰ حکام نے شرکت کی اور مختلف امور پر تفصیلی غور کیا گیا حکومت نے اس موقع پر عوامی مسائل کے حل کے لیے فوری اقدامات کی ہدایت جاری کی اسلام آباد پاکستان کی حکومت نے کہا ہے کہ ملک کی معیشت میں بہتری آ رہی ہے اور عوام کو ریلیف فراہم کرنے کے لیے اقدامات کیے جا رہے ہیں وزیر اعظم نے اجلاس کی صدارت کی جس میں وفاقی وزراء اور اعلیٰ حکام نے شرکت کی اور مختلف امور پر تفصیلی غور کیا گیا حکومت نے اس موقع پر عوامی مسائل کے حل کے لیے فوری اقدامات کی ہدایت جاری کی — [130, 2173, 194, 2428]
item-number: 26 — [323, 550, 338, 561]
news-item-text: اسلام آباد پاکستان کی حکومت نے کہا ہے کہ ملک کی معیشت میں بہتری آ رہی ہے اور عوام کو ریلیف فراہم کرنے کے لیے اقدامات کیے جا رہے ہیں وزیر اعظم نے اجلاس کی صدارت کی جس میں وفاقی وزراء اور اعلیٰ حکام نے شرکت کی اور مختلف امور پر تفصیلی غور کیا گیا حکومت نے اس موقع پر عوامی مسائل کے حل کے لیے فوری اقدامات کی ہدایت جاری کی اسلام آباد پاکستان کی حکومت نے کہا ہے کہ ملک کی معیشت میں بہتری آ رہی ہے اور عوام کو ریلیف فراہم کرنے کے لیے اقدامات کیے جا رہے ہیں وزیر اعظم نے اجلاس کی صدارت کی جس میں وفاقی وزراء اور اعلیٰ حکام نے شرکت کی اور مختلف امور پر تفصیلی غور کیا گیا حکومت نے اس موقع پر عوامی مسائل کے حل کے لیے فوری اقدامات کی ہدایت جاری کی اسلام آباد پاکستان کی حکومت نے کہا ہے کہ ملک کی معیشت میں بہتری آ رہی ہے اور عوام کو ریلیف فراہم کرنے کے لیے اقدامات کیے جا رہے ہیں وزیر اعظم نے اجلاس کی صدارت کی جس میں وفاقی وزراء اور اعلیٰ حکام نے شرکت کی اور مختلف امور پر تفصیلی غور کیا گیا حکومت نے اس موقع پر عوامی مسائل کے حل کے لیے فوری اقدامات کی ہدایت جاری کی اسلام آباد پاکستان کی حکومت نے کہا ہے کہ ملک کی معیشت میں بہتری آ رہی ہے اور عوام کو ریلیف فراہم کرنے کے لیے اقدامات کیے جا رہے ہیں وزیر اعظم نے اجلاس کی صدارت کی جس میں وفاقی وزراء اور اعلیٰ حکام نے شرکت کی اور مختلف امور پر تفصیلی غور کیا گیا حکومت نے اس موقع پر عوامی مسائل کے حل کے لیے فوری اقدامات کی ہدایت جاری کی — [65, 1904, 130, 2160]
item-number: 1 — [456, 13, 470, 23]
news-item-text: اسلام آباد پاکستان کی حکومت نے کہا ہے کہ ملک کی معیشت میں بہتری آ رہی ہے اور عوام کو ریلیف فراہم کرنے کے لیے اقدامات کیے جا رہے ہیں وزیر اعظم نے اجلاس کی صدارت کی جس میں وفاقی وزراء اور اعلیٰ حکام نے شرکت کی اور مختلف امور پر تفصیلی غور کیا گیا حکومت نے اس موقع پر عوامی مسائل کے حل کے لیے فوری اقدامات کی ہدایت جاری کی اسلام آباد پاکستان کی حکومت نے کہا ہے کہ ملک کی معیشت میں بہتری آ رہی ہے اور عوام کو ریلیف فراہم کرنے کے لیے اقدامات کیے جا رہے ہیں وزیر اعظم نے اجلاس کی صدارت کی جس میں وفاقی وزراء اور اعلیٰ حکام نے شرکت کی اور مختلف امور پر تفصیلی غور کیا گیا حکومت نے اس موقع پر عوامی مسائل کے حل کے لیے فوری اقدامات کی ہدایت جاری کی اسلام آباد پاکستان کی حکومت نے کہا ہے کہ ملک کی معیشت میں بہتری آ رہی ہے اور عوام کو ریلیف فراہم کرنے کے لیے اقدامات کیے جا رہے ہیں وزیر اعظم نے اجلاس کی صدارت کی جس میں وفاقی وزراء اور اعلیٰ حکام نے شرکت کی اور مختلف امور پر تفصیلی غور کیا گیا حکومت نے اس موقع پر عوامی مسائل کے حل کے لیے فوری اقدامات کی ہدایت جاری کی اسلام آباد پاکستان کی حکومت نے کہا ہے کہ ملک کی معیشت میں بہتری آ رہی ہے اور عوام کو ریلیف فراہم کرنے کے لیے اقدامات کیے جا رہے ہیں وزیر اعظم نے اجلاس کی صدارت کی جس میں وفاقی وزراء اور اعلیٰ حکام نے شرکت کی اور مختلف امور پر تفصیلی غور کیا گیا حکومت نے اس موقع پر عوامی مسائل کے حل کے لیے فوری اقدامات کی ہدایت جاری کی — [323, 1904, 388, 2160]
badge-bar — [471, 2084, 501, 2095]
news-item-badge — [130, 1355, 194, 1366]
badge-tag: خبر — [311, 281, 323, 292]
news-item-text: اسلام آباد پاکستان کی حکومت نے کہا ہے کہ ملک کی معیشت میں بہتری آ رہی ہے اور عوام کو ریلیف فراہم کرنے کے لیے اقدامات کیے جا رہے ہیں وزیر اعظم نے اجلاس کی صدارت کی جس میں وفاقی وزراء اور اعلیٰ حکام نے شرکت کی اور مختلف امور پر تفصیلی غور کیا گیا حکومت نے اس موقع پر عوامی مسائل کے حل کے لیے فوری اقدامات کی ہدایت جاری کی اسلام آباد پاکستان کی حکومت نے کہا ہے کہ ملک کی معیشت میں بہتری آ رہی ہے اور عوام کو ریلیف فراہم کرنے کے لیے اقدامات کیے جا رہے ہیں وزیر اعظم نے اجلاس کی صدارت کی جس میں وفاقی وزراء اور اعلیٰ حکام نے شرکت کی اور مختلف امور پر تفصیلی غور کیا گیا حکومت نے اس موقع پر عوامی مسائل کے حل کے لیے فوری اقدامات کی ہدایت جاری کی اسلام آباد پاکستان کی حکومت نے کہا ہے کہ ملک کی معیشت میں بہتری آ رہی ہے اور عوام کو ریلیف فراہم کرنے کے لیے اقدامات کیے جا رہے ہیں وزیر اعظم نے اجلاس کی صدارت کی جس میں وفاقی وزراء اور اعلیٰ حکام نے شرکت کی اور مختلف امور پر تفصیلی غور کیا گیا حکومت نے اس موقع پر عوامی مسائل کے حل کے لیے فوری اقدامات کی ہدایت جاری کی اسلام آباد پاکستان کی حکومت نے کہا ہے کہ ملک کی معیشت میں بہتری آ رہی ہے اور عوام کو ریلیف فراہم کرنے کے لیے اقدامات کیے جا رہے ہیں وزیر اعظم نے اجلاس کی صدارت کی جس میں وفاقی وزراء اور اعلیٰ حکام نے شرکت کی اور مختلف امور پر تفصیلی غور کیا گیا حکومت نے اس موقع پر عوامی مسائل کے حل کے لیے فوری اقدامات کی ہدایت جاری کی — [195, 830, 259, 1086]
news-item-text: اسلام آباد پاکستان کی حکومت نے کہا ہے کہ ملک کی معیشت میں بہتری آ رہی ہے اور عوام کو ریلیف فراہم کرنے کے لیے اقدامات کیے جا رہے ہیں وزیر اعظم نے اجلاس کی صدارت کی جس میں وفاقی وزراء اور اعلیٰ حکام نے شرکت کی اور مختلف امور پر تفصیلی غور کیا گیا حکومت نے اس موقع پر عوامی مسائل کے حل کے لیے فوری اقدامات کی ہدایت جاری کی اسلام آباد پاکستان کی حکومت نے کہا ہے کہ ملک کی معیشت میں بہتری آ رہی ہے اور عوام کو ریلیف فراہم کرنے کے لیے اقدامات کیے جا رہے ہیں وزیر اعظم نے اجلاس کی صدارت کی جس میں وفاقی وزراء اور اعلیٰ حکام نے شرکت کی اور مختلف امور پر تفصیلی غور کیا گیا حکومت نے اس موقع پر عوامی مسائل کے حل کے لیے فوری اقدامات کی ہدایت جاری کی اسلام آباد پاکستان کی حکومت نے کہا ہے کہ ملک کی معیشت میں بہتری آ رہی ہے اور عوام کو ریلیف فراہم کرنے کے لیے اقدامات کیے جا رہے ہیں وزیر اعظم نے اجلاس کی صدارت کی جس میں وفاقی وزراء اور اعلیٰ حکام نے شرکت کی اور مختلف امور پر تفصیلی غور کیا گیا حکومت نے اس موقع پر عوامی مسائل کے حل کے لیے فوری اقدامات کی ہدایت جاری کی اسلام آباد پاکستان کی حکومت نے کہا ہے کہ ملک کی معیشت میں بہتری آ رہی ہے اور عوام کو ریلیف فراہم کرنے کے لیے اقدامات کیے جا رہے ہیں وزیر اعظم نے اجلاس کی صدارت کی جس میں وفاقی وزراء اور اعلیٰ حکام نے شرکت کی اور مختلف امور پر تفصیلی غور کیا گیا حکومت نے اس موقع پر عوامی مسائل کے حل کے لیے فوری اقدامات کی ہدایت جاری کی — [259, 1098, 323, 1354]
item-number: 60 — [130, 2161, 145, 2172]
news-item-badge — [456, 473, 514, 484]
news-item-badge — [65, 281, 130, 292]
ad-text: اسلام آباد پاکستان کی حکومت نے کہا ہے کہ ملک کی معیشت میں بہتری آ رہی ہے اور عوام کو ریلیف فراہم کرنے کے لیے اقدامات کیے جا رہے ہیں وزیر اعظم نے اجلاس کی صدارت کی جس میں وفاقی وزراء اور اعلیٰ حکام نے شرکت کی اور مختلف امور پر تفصیلی غور کیا گیا حکومت نے اس موقع پر عوامی مسائل کے حل کے لیے فوری اقدامات کی ہدایت جاری کی اسلام آباد پاکستان کی حکومت نے کہا ہے کہ ملک کی معیشت میں بہتری آ رہی ہے اور عوام کو ریلیف فراہم کرنے کے لیے اقدامات کیے جا رہے ہیں وزیر اعظم نے اجلاس کی صدارت کی جس میں وفاقی وزراء اور اعلیٰ حکام نے شرکت کی اور مختلف امور پر تفصیلی غور کیا گیا حکومت نے اس موقع پر عوامی مسائل کے حل کے لیے فوری اقدامات کی ہدایت جاری کی اسلام آباد پاکستان کی حکومت نے کہا ہے کہ ملک کی معیشت میں بہتری آ رہی ہے اور عوام کو ریلیف فراہم کرنے کے لیے اقدامات کیے جا رہے ہیں وزیر اعظم نے اجلاس کی صدارت کی جس میں وفاقی وزراء اور اعلیٰ حکام نے شرکت کی اور مختلف امور پر تفصیلی غور کیا گیا حکومت نے اس موقع پر عوامی مسائل کے حل کے لیے فوری اقدامات کی ہدایت جاری کی اسلام آباد پاکستان کی حکومت نے کہا ہے کہ ملک کی معیشت میں بہتری آ رہی ہے اور عوام کو ریلیف فراہم کرنے کے لیے اقدامات کیے جا رہے ہیں وزیر اعظم نے اجلاس کی صدارت کی جس میں وفاقی وزراء اور اعلیٰ حکام نے شرکت کی اور مختلف امور پر تفصیلی غور کیا گیا حکومت نے اس موقع پر عوامی مسائل کے حل کے لیے فوری اقدامات کی ہدایت جاری کی اسلام آباد پاکستان کی حکومت نے کہا ہے کہ ملک کی معیشت میں بہتری آ رہی ہے اور عوام کو ریلیف فراہم کرنے کے لیے اقدامات کیے جا رہے ہیں وزیر اعظم نے اجلاس کی صدارت کی جس میں وفاقی وزراء اور اعلیٰ حکام نے شرکت کی اور مختلف امور پر تفصیلی غور کیا گیا حکومت نے اس موقع پر عوامی مسائل کے حل کے لیے فوری اقدامات کی ہدایت جاری کی اسلام آباد پاکستان کی حکومت نے کہا ہے کہ ملک کی معیشت میں بہتری آ رہی ہے اور عوام کو ریلیف فراہم کرنے کے لیے اقدامات کیے جا رہے ہیں وزیر اعظم نے اجلاس کی صدارت کی جس میں وفاقی وزراء اور اعلیٰ حکام نے شرکت کی اور مختلف امور پر تفصیلی غور کیا گیا حکومت نے اس موقع پر عوامی مسائل کے حل کے لیے فوری اقدامات کی ہدایت جاری کی اسلام آباد پاکستان کی حکومت نے کہا ہے کہ ملک کی معیشت میں بہتری آ رہی ہے اور عوام کو ریلیف فراہم کرنے کے لیے اقدامات کیے جا رہے ہیں وزیر اعظم نے اجلاس کی صدارت کی جس میں وفاقی وزراء اور اعلیٰ حکام نے شرکت کی اور مختلف امور پر تفصیلی غور کیا گیا حکومت نے اس موقع پر عوامی مسائل کے حل کے لیے فوری اقدامات کی ہدایت جاری کی اسلام آباد پاکستان کی حکومت نے کہا ہے کہ ملک کی معیشت میں بہتری آ رہی ہے اور عوام کو ریلیف فراہم کرنے کے لیے اقدامات کیے جا رہے ہیں وزیر اعظم نے اجلاس کی صدارت کی جس میں وفاقی وزراء اور اعلیٰ حکام نے شرکت کی اور مختلف امور پر تفصیلی غور کیا گیا حکومت نے اس موقع پر عوامی مسائل کے حل کے لیے فوری اقدامات کی ہدایت جاری کی — [1, 38, 65, 550]
badge-bar — [471, 2315, 501, 2325]
news-item-badge — [323, 281, 388, 292]
news-item-badge — [456, 2545, 514, 2555]
badge-tag: خبر — [375, 1624, 388, 1635]
item-number: 21 — [388, 1586, 403, 1596]
badge-tag: خبر — [246, 281, 259, 292]
item-number: 42 — [195, 281, 209, 292]
item-number: 53 — [130, 281, 145, 292]
item-number: 50 — [195, 2430, 209, 2440]
item-number: 23 — [388, 2110, 403, 2121]
news-item-badge — [388, 13, 455, 23]
news-item-text: اسلام آباد پاکستان کی حکومت نے کہا ہے کہ ملک کی معیشت میں بہتری آ رہی ہے اور عوام کو ریلیف فراہم کرنے کے لیے اقدامات کیے جا رہے ہیں وزیر اعظم نے اجلاس کی صدارت کی جس میں وفاقی وزراء اور اعلیٰ حکام نے شرکت کی اور مختلف امور پر تفصیلی غور کیا گیا حکومت نے اس موقع پر عوامی مسائل کے حل کے لیے فوری اقدامات کی ہدایت جاری کی اسلام آباد پاکستان کی حکومت نے کہا ہے کہ ملک کی معیشت میں بہتری آ رہی ہے اور عوام کو ریلیف فراہم کرنے کے لیے اقدامات کیے جا رہے ہیں وزیر اعظم نے اجلاس کی صدارت کی جس میں وفاقی وزراء اور اعلیٰ حکام نے شرکت کی اور مختلف امور پر تفصیلی غور کیا گیا حکومت نے اس موقع پر عوامی مسائل کے حل کے لیے فوری اقدامات کی ہدایت جاری کی اسلام آباد پاکستان کی حکومت نے کہا ہے کہ ملک کی معیشت میں بہتری آ رہی ہے اور عوام کو ریلیف فراہم کرنے کے لیے اقدامات کیے جا رہے ہیں وزیر اعظم نے اجلاس کی صدارت کی جس میں وفاقی وزراء اور اعلیٰ حکام نے شرکت کی اور مختلف امور پر تفصیلی غور کیا گیا حکومت نے اس موقع پر عوامی مسائل کے حل کے لیے فوری اقدامات کی ہدایت جاری کی اسلام آباد پاکستان کی حکومت نے کہا ہے کہ ملک کی معیشت میں بہتری آ رہی ہے اور عوام کو ریلیف فراہم کرنے کے لیے اقدامات کیے جا رہے ہیں وزیر اعظم نے اجلاس کی صدارت کی جس میں وفاقی وزراء اور اعلیٰ حکام نے شرکت کی اور مختلف امور پر تفصیلی غور کیا گیا حکومت نے اس موقع پر عوامی مسائل کے حل کے لیے فوری اقدامات کی ہدایت جاری کی — [130, 562, 194, 817]
news-item-badge — [388, 1586, 455, 1596]
item-number: 39 — [259, 1893, 273, 1903]
badge-tag: خبر — [443, 1061, 455, 1072]
item-number: 58 — [130, 1624, 145, 1635]
item-number: 41 — [195, 13, 209, 23]
item-number: 59 — [130, 1893, 145, 1903]
news-item-badge — [456, 703, 514, 714]
badge-tag: خبر — [311, 13, 323, 23]
item-number: 3 — [456, 473, 470, 484]
badge-tag: خبر — [246, 1355, 259, 1366]
badge-bar — [274, 550, 310, 561]
badge-bar — [339, 1355, 374, 1366]
item-number: 68 — [65, 1893, 80, 1903]
news-item-text: اسلام آباد پاکستان کی حکومت نے کہا ہے کہ ملک کی معیشت میں بہتری آ رہی ہے اور عوام کو ریلیف فراہم کرنے کے لیے اقدامات کیے جا رہے ہیں وزیر اعظم نے اجلاس کی صدارت کی جس میں وفاقی وزراء اور اعلیٰ حکام نے شرکت کی اور مختلف امور پر تفصیلی غور کیا گیا حکومت نے اس موقع پر عوامی مسائل کے حل کے لیے فوری اقدامات کی ہدایت جاری کی اسلام آباد پاکستان کی حکومت نے کہا ہے کہ ملک کی معیشت میں بہتری آ رہی ہے اور عوام کو ریلیف فراہم کرنے کے لیے اقدامات کیے جا رہے ہیں وزیر اعظم نے اجلاس کی صدارت کی جس میں وفاقی وزراء اور اعلیٰ حکام نے شرکت کی اور مختلف امور پر تفصیلی غور کیا گیا حکومت نے اس موقع پر عوامی مسائل کے حل کے لیے فوری اقدامات کی ہدایت جاری کی اسلام آباد پاکستان کی حکومت نے کہا ہے کہ ملک کی معیشت میں بہتری آ رہی ہے اور عوام کو ریلیف فراہم کرنے کے لیے اقدامات کیے جا رہے ہیں وزیر اعظم نے اجلاس کی صدارت کی جس میں وفاقی وزراء اور اعلیٰ حکام نے شرکت کی اور مختلف امور پر تفصیلی غور کیا گیا حکومت نے اس موقع پر عوامی مسائل کے حل کے لیے فوری اقدامات کی ہدایت جاری کی — [456, 1866, 514, 2083]
badge-tag: خبر — [375, 1087, 388, 1097]
news-item-text: اسلام آباد پاکستان کی حکومت نے کہا ہے کہ ملک کی معیشت میں بہتری آ رہی ہے اور عوام کو ریلیف فراہم کرنے کے لیے اقدامات کیے جا رہے ہیں وزیر اعظم نے اجلاس کی صدارت کی جس میں وفاقی وزراء اور اعلیٰ حکام نے شرکت کی اور مختلف امور پر تفصیلی غور کیا گیا حکومت نے اس موقع پر عوامی مسائل کے حل کے لیے فوری اقدامات کی ہدایت جاری کی اسلام آباد پاکستان کی حکومت نے کہا ہے کہ ملک کی معیشت میں بہتری آ رہی ہے اور عوام کو ریلیف فراہم کرنے کے لیے اقدامات کیے جا رہے ہیں وزیر اعظم نے اجلاس کی صدارت کی جس میں وفاقی وزراء اور اعلیٰ حکام نے شرکت کی اور مختلف امور پر تفصیلی غور کیا گیا حکومت نے اس موقع پر عوامی مسائل کے حل کے لیے فوری اقدامات کی ہدایت جاری کی اسلام آباد پاکستان کی حکومت نے کہا ہے کہ ملک کی معیشت میں بہتری آ رہی ہے اور عوام کو ریلیف فراہم کرنے کے لیے اقدامات کیے جا رہے ہیں وزیر اعظم نے اجلاس کی صدارت کی جس میں وفاقی وزراء اور اعلیٰ حکام نے شرکت کی اور مختلف امور پر تفصیلی غور کیا گیا حکومت نے اس موقع پر عوامی مسائل کے حل کے لیے فوری اقدامات کی ہدایت جاری کی اسلام آباد پاکستان کی حکومت نے کہا ہے کہ ملک کی معیشت میں بہتری آ رہی ہے اور عوام کو ریلیف فراہم کرنے کے لیے اقدامات کیے جا رہے ہیں وزیر اعظم نے اجلاس کی صدارت کی جس میں وفاقی وزراء اور اعلیٰ حکام نے شرکت کی اور مختلف امور پر تفصیلی غور کیا گیا حکومت نے اس موقع پر عوامی مسائل کے حل کے لیے فوری اقدامات کی ہدایت جاری کی — [388, 811, 455, 1060]
badge-bar — [146, 1087, 181, 1097]
news-item-text: اسلام آباد پاکستان کی حکومت نے کہا ہے کہ ملک کی معیشت میں بہتری آ رہی ہے اور عوام کو ریلیف فراہم کرنے کے لیے اقدامات کیے جا رہے ہیں وزیر اعظم نے اجلاس کی صدارت کی جس میں وفاقی وزراء اور اعلیٰ حکام نے شرکت کی اور مختلف امور پر تفصیلی غور کیا گیا حکومت نے اس موقع پر عوامی مسائل کے حل کے لیے فوری اقدامات کی ہدایت جاری کی اسلام آباد پاکستان کی حکومت نے کہا ہے کہ ملک کی معیشت میں بہتری آ رہی ہے اور عوام کو ریلیف فراہم کرنے کے لیے اقدامات کیے جا رہے ہیں وزیر اعظم نے اجلاس کی صدارت کی جس میں وفاقی وزراء اور اعلیٰ حکام نے شرکت کی اور مختلف امور پر تفصیلی غور کیا گیا حکومت نے اس موقع پر عوامی مسائل کے حل کے لیے فوری اقدامات کی ہدایت جاری کی اسلام آباد پاکستان کی حکومت نے کہا ہے کہ ملک کی معیشت میں بہتری آ رہی ہے اور عوام کو ریلیف فراہم کرنے کے لیے اقدامات کیے جا رہے ہیں وزیر اعظم نے اجلاس کی صدارت کی جس میں وفاقی وزراء اور اعلیٰ حکام نے شرکت کی اور مختلف امور پر تفصیلی غور کیا گیا حکومت نے اس موقع پر عوامی مسائل کے حل کے لیے فوری اقدامات کی ہدایت جاری کی اسلام آباد پاکستان کی حکومت نے کہا ہے کہ ملک کی معیشت میں بہتری آ رہی ہے اور عوام کو ریلیف فراہم کرنے کے لیے اقدامات کیے جا رہے ہیں وزیر اعظم نے اجلاس کی صدارت کی جس میں وفاقی وزراء اور اعلیٰ حکام نے شرکت کی اور مختلف امور پر تفصیلی غور کیا گیا حکومت نے اس موقع پر عوامی مسائل کے حل کے لیے فوری اقدامات کی ہدایت جاری کی — [130, 1367, 194, 1622]
badge-tag: خبر — [502, 2315, 514, 2325]
item-number: 33 — [259, 281, 273, 292]
news-item-badge — [323, 819, 388, 829]
news-item-text: اسلام آباد پاکستان کی حکومت نے کہا ہے کہ ملک کی معیشت میں بہتری آ رہی ہے اور عوام کو ریلیف فراہم کرنے کے لیے اقدامات کیے جا رہے ہیں وزیر اعظم نے اجلاس کی صدارت کی جس میں وفاقی وزراء اور اعلیٰ حکام نے شرکت کی اور مختلف امور پر تفصیلی غور کیا گیا حکومت نے اس موقع پر عوامی مسائل کے حل کے لیے فوری اقدامات کی ہدایت جاری کی اسلام آباد پاکستان کی حکومت نے کہا ہے کہ ملک کی معیشت میں بہتری آ رہی ہے اور عوام کو ریلیف فراہم کرنے کے لیے اقدامات کیے جا رہے ہیں وزیر اعظم نے اجلاس کی صدارت کی جس میں وفاقی وزراء اور اعلیٰ حکام نے شرکت کی اور مختلف امور پر تفصیلی غور کیا گیا حکومت نے اس موقع پر عوامی مسائل کے حل کے لیے فوری اقدامات کی ہدایت جاری کی اسلام آباد پاکستان کی حکومت نے کہا ہے کہ ملک کی معیشت میں بہتری آ رہی ہے اور عوام کو ریلیف فراہم کرنے کے لیے اقدامات کیے جا رہے ہیں وزیر اعظم نے اجلاس کی صدارت کی جس میں وفاقی وزراء اور اعلیٰ حکام نے شرکت کی اور مختلف امور پر تفصیلی غور کیا گیا حکومت نے اس موقع پر عوامی مسائل کے حل کے لیے فوری اقدامات کی ہدایت جاری کی اسلام آباد پاکستان کی حکومت نے کہا ہے کہ ملک کی معیشت میں بہتری آ رہی ہے اور عوام کو ریلیف فراہم کرنے کے لیے اقدامات کیے جا رہے ہیں وزیر اعظم نے اجلاس کی صدارت کی جس میں وفاقی وزراء اور اعلیٰ حکام نے شرکت کی اور مختلف امور پر تفصیلی غور کیا گیا حکومت نے اس موقع پر عوامی مسائل کے حل کے لیے فوری اقدامات کی ہدایت جاری کی اسلام آباد پاکستان کی حکومت نے کہا ہے کہ ملک کی معیشت میں بہتری آ رہی ہے اور عوام کو ریلیف فراہم کرنے کے لیے اقدامات کیے جا رہے ہیں وزیر اعظم نے اجلاس کی صدارت کی جس میں وفاقی وزراء اور اعلیٰ حکام نے شرکت کی اور مختلف امور پر تفصیلی غور کیا گیا حکومت نے اس موقع پر عوامی مسائل کے حل کے لیے فوری اقدامات کی ہدایت جاری کی اسلام آباد پاکستان کی حکومت نے کہا ہے کہ ملک کی معیشت میں بہتری آ رہی ہے اور عوام کو ریلیف فراہم کرنے کے لیے اقدامات کیے جا رہے ہیں وزیر اعظم نے اجلاس کی صدارت کی جس میں وفاقی وزراء اور اعلیٰ حکام نے شرکت کی اور مختلف امور پر تفصیلی غور کیا گیا حکومت نے اس موقع پر عوامی مسائل کے حل کے لیے فوری اقدامات کی ہدایت جاری کی اسلام آباد پاکستان کی حکومت نے کہا ہے کہ ملک کی معیشت میں بہتری آ رہی ہے اور عوام کو ریلیف فراہم کرنے کے لیے اقدامات کیے جا رہے ہیں وزیر اعظم نے اجلاس کی صدارت کی جس میں وفاقی وزراء اور اعلیٰ حکام نے شرکت کی اور مختلف امور پر تفصیلی غور کیا گیا حکومت نے اس موقع پر عوامی مسائل کے حل کے لیے فوری اقدامات کی ہدایت جاری کی اسلام آباد پاکستان کی حکومت نے کہا ہے کہ ملک کی معیشت میں بہتری آ رہی ہے اور عوام کو ریلیف فراہم کرنے کے لیے اقدامات کیے جا رہے ہیں وزیر اعظم نے اجلاس کی صدارت کی جس میں وفاقی وزراء اور اعلیٰ حکام نے شرکت کی اور مختلف امور پر تفصیلی غور کیا گیا حکومت نے اس موقع پر عوامی مسائل کے حل کے لیے فوری اقدامات کی ہدایت جاری کی اسلام آباد پاکستان کی حکومت نے کہا ہے کہ ملک کی معیشت میں بہتری آ رہی ہے اور عوام کو ریلیف فراہم کرنے کے لیے اقدامات کیے جا رہے ہیں وزیر اعظم نے اجلاس کی صدارت کی جس میں وفاقی وزراء اور اعلیٰ حکام نے شرکت کی اور مختلف امور پر تفصیلی غور کیا گیا حکومت نے اس موقع پر عوامی مسائل کے حل کے لیے فوری اقدامات کی ہدایت جاری کی اسلام آباد پاکستان کی حکومت نے کہا ہے کہ ملک کی معیشت میں بہتری آ رہی ہے اور عوام کو ریلیف فراہم کرنے کے لیے اقدامات کیے جا رہے ہیں وزیر اعظم نے اجلاس کی صدارت کی جس میں وفاقی وزراء اور اعلیٰ حکام نے شرکت کی اور مختلف امور پر تفصیلی غور کیا گیا حکومت نے اس موقع پر عوامی مسائل کے حل کے لیے فوری اقدامات کی ہدایت جاری کی اسلام آباد پاکستان کی حکومت نے کہا ہے کہ ملک کی معیشت میں بہتری آ رہی ہے اور عوام کو ریلیف فراہم کرنے کے لیے اقدامات کیے جا رہے ہیں وزیر اعظم نے اجلاس کی صدارت کی جس میں وفاقی وزراء اور اعلیٰ حکام نے شرکت کی اور مختلف امور پر تفصیلی غور کیا گیا حکومت نے اس موقع پر عوامی مسائل کے حل کے لیے فوری اقدامات کی ہدایت جاری کی اسلام آباد پاکستان کی حکومت نے کہا ہے کہ ملک کی معیشت میں بہتری آ رہی ہے اور عوام کو ریلیف فراہم کرنے کے لیے اقدامات کیے جا رہے ہیں وزیر اعظم نے اجلاس کی صدارت کی جس میں وفاقی وزراء اور اعلیٰ حکام نے شرکت کی اور مختلف امور پر تفصیلی غور کیا گیا حکومت نے اس موقع پر عوامی مسائل کے حل کے لیے فوری اقدامات کی ہدایت جاری کی اسلام آباد پاکستان کی حکومت نے کہا ہے کہ ملک کی معیشت میں بہتری آ رہی ہے اور عوام کو ریلیف فراہم کرنے کے لیے اقدامات کیے جا رہے ہیں وزیر اعظم نے اجلاس کی صدارت کی جس میں وفاقی وزراء اور اعلیٰ حکام نے شرکت کی اور مختلف امور پر تفصیلی غور کیا گیا حکومت نے اس موقع پر عوامی مسائل کے حل کے لیے فوری اقدامات کی ہدایت جاری کی اسلام آباد پاکستان کی حکومت نے کہا ہے کہ ملک کی معیشت میں بہتری آ رہی ہے اور عوام کو ریلیف فراہم کرنے کے لیے اقدامات کیے جا رہے ہیں وزیر اعظم نے اجلاس کی صدارت کی جس میں وفاقی وزراء اور اعلیٰ حکام نے شرکت کی اور مختلف امور پر تفصیلی غور کیا گیا حکومت نے اس موقع پر عوامی مسائل کے حل کے لیے فوری اقدامات کی ہدایت جاری کی اسلام آباد پاکستان کی حکومت نے کہا ہے کہ ملک کی معیشت میں بہتری آ رہی ہے اور عوام کو ریلیف فراہم کرنے کے لیے اقدامات کیے جا رہے ہیں وزیر اعظم نے اجلاس کی صدارت کی جس میں وفاقی وزراء اور اعلیٰ حکام نے شرکت کی اور مختلف امور پر تفصیلی غور کیا گیا حکومت نے اس موقع پر عوامی مسائل کے حل کے لیے فوری اقدامات کی ہدایت جاری کی اسلام آباد پاکستان کی حکومت نے کہا ہے کہ ملک کی معیشت میں بہتری آ رہی ہے اور عوام کو ریلیف فراہم کرنے کے لیے اقدامات کیے جا رہے ہیں وزیر اعظم نے اجلاس کی صدارت کی — [1, 1585, 65, 2576]
item-number: 62 — [65, 281, 80, 292]
